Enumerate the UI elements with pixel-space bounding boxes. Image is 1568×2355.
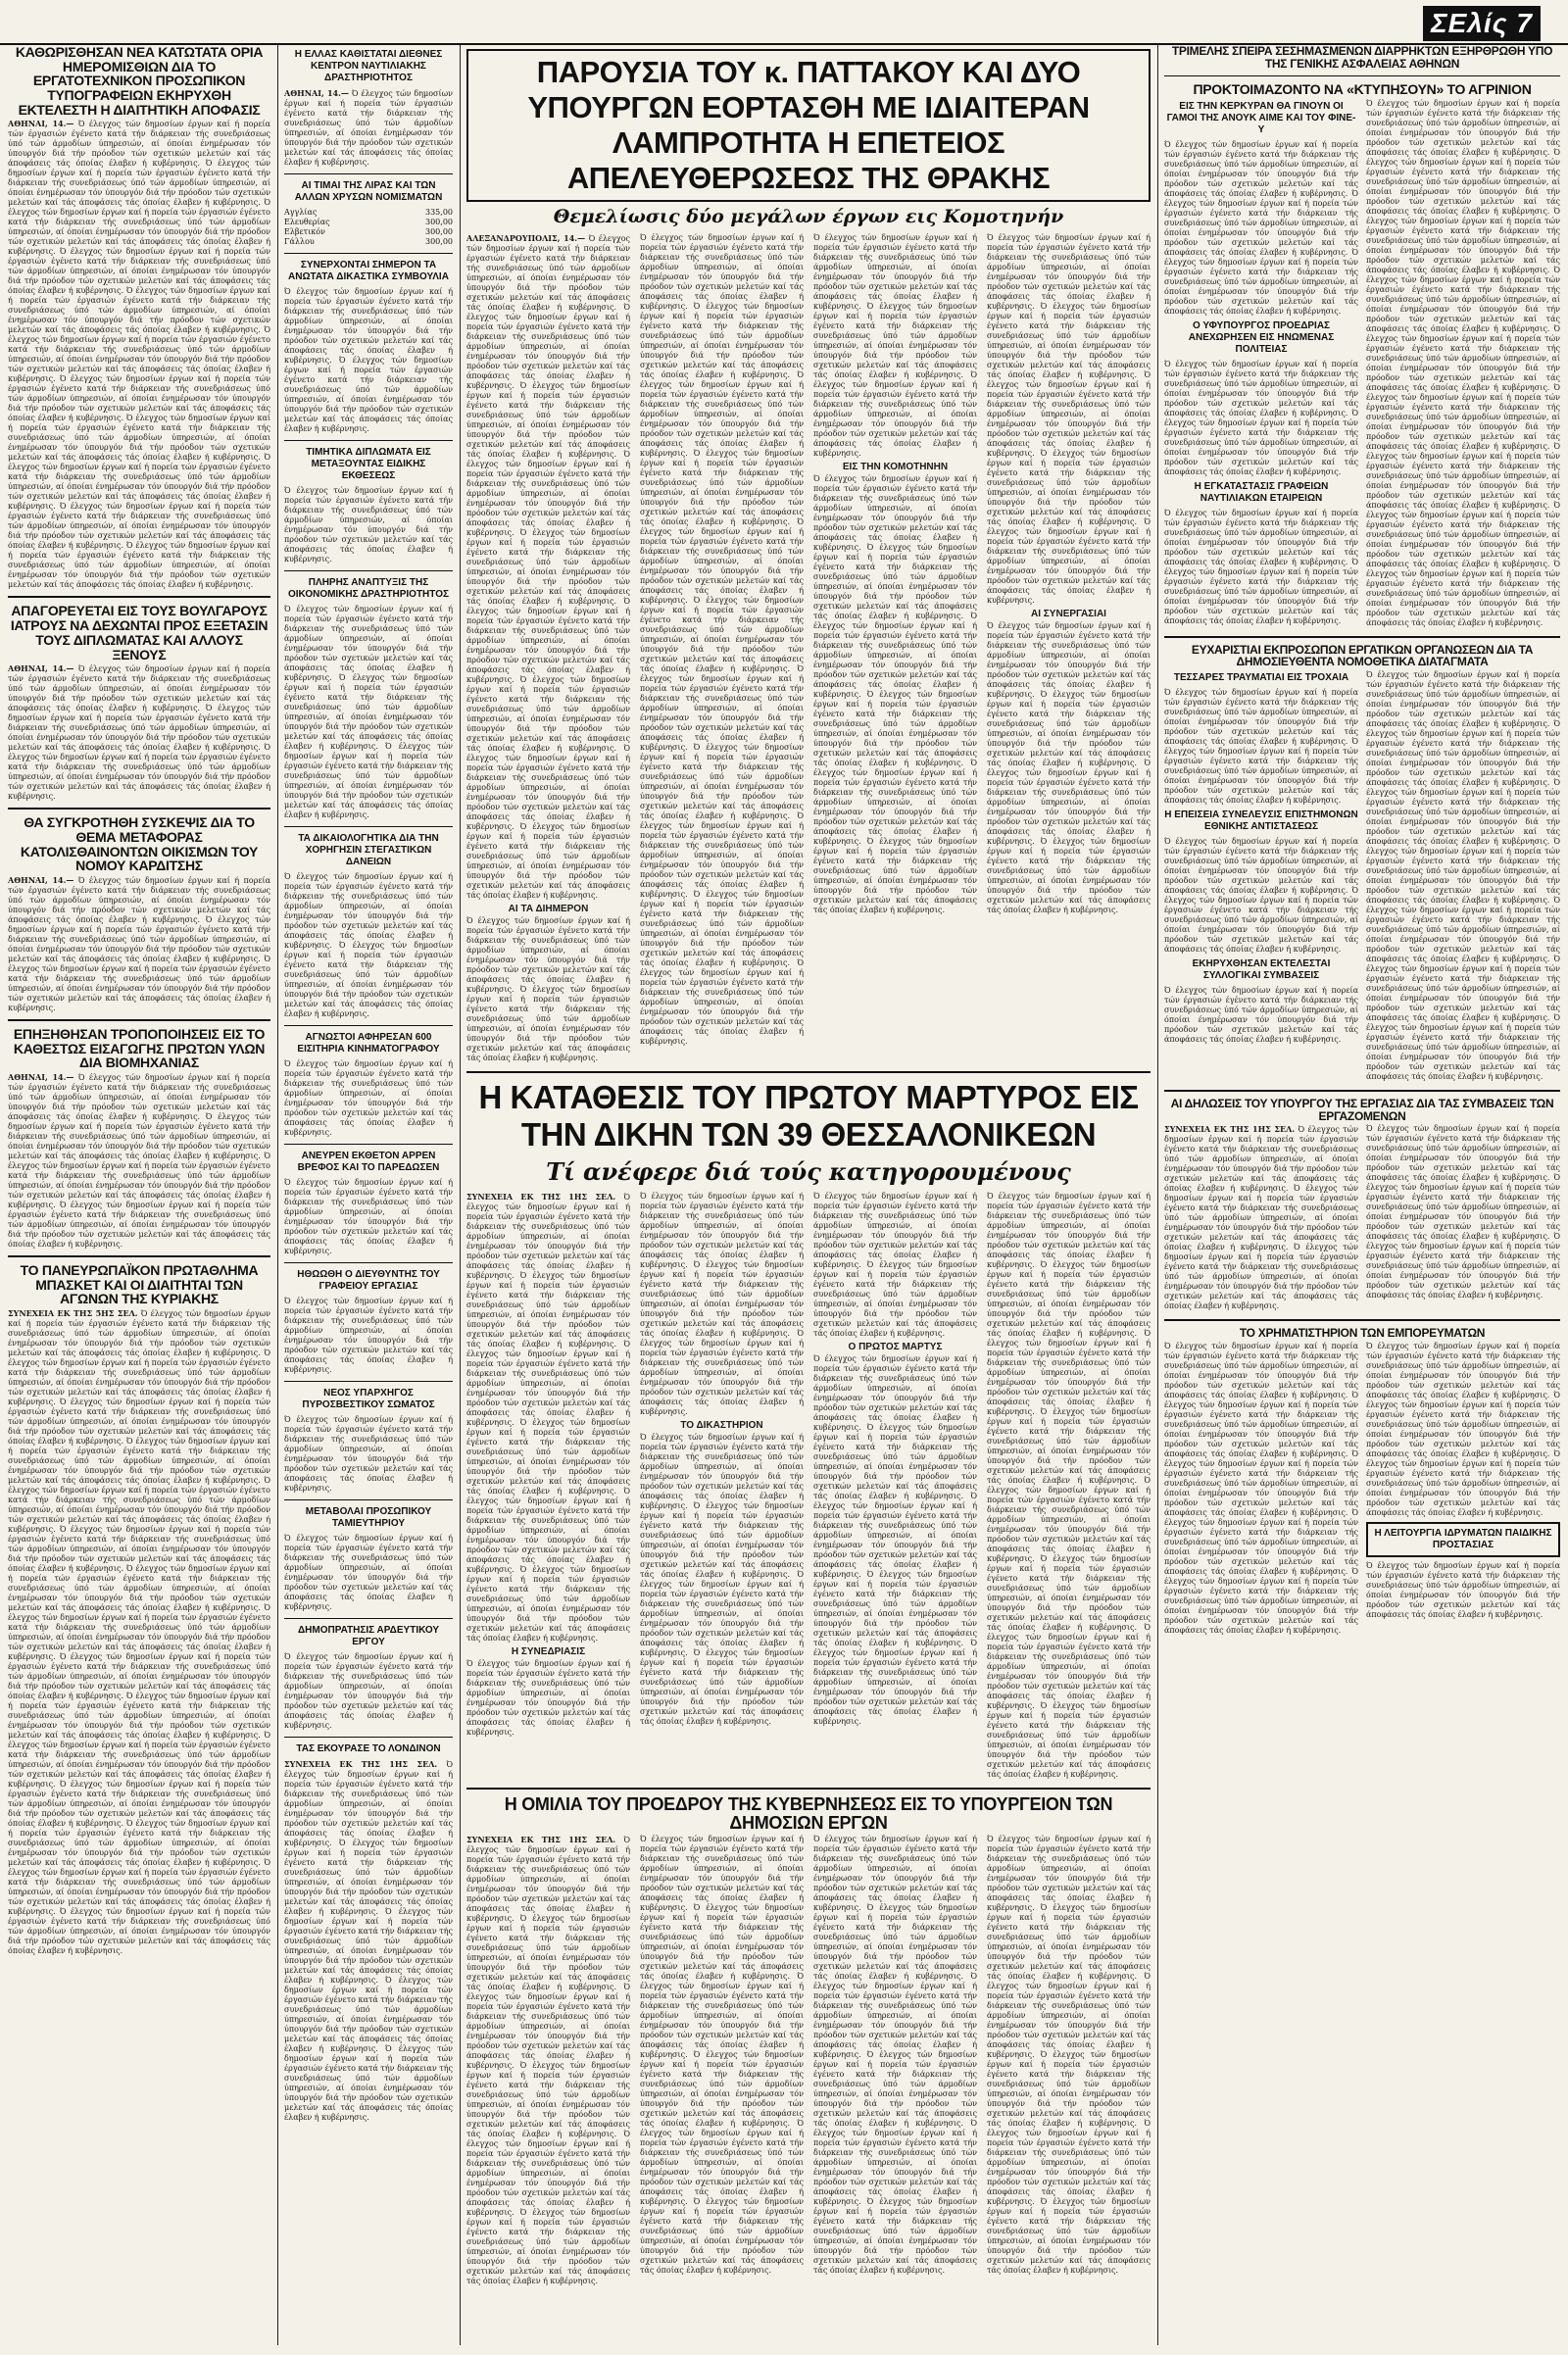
right-subcolumn <box>1366 97 1560 630</box>
section-rule <box>8 1255 270 1257</box>
section-rule <box>1164 1090 1560 1092</box>
article-body: Ό έλεγχος τών δημοσίων έργων καί ή πορεία τών έργασιών έγένετο κατά τήν διάρκειαν τής συνεδριάσεως ύπό τών άρμοδίων ύπηρεσιών, αί όποίαι ένημέρωσαν τόν ύπουργόν διά τήν πρόοδον τών σχετικών μελετών καί τάς άποφάσεις τάς όποίας έλαβεν ή κυβέρνησις. Ό έλεγχος τών δημοσίων έργων καί ή πορεία τών έργασιών έγένετο κατά τήν διάρκειαν τής συνεδριάσεως ύπό τών άρμοδίων ύπηρεσιών, αί όποίαι ένημέρωσαν τόν ύπουργόν διά τήν πρόοδον τών σχετικών μελετών καί τάς άποφάσεις τάς όποίας έλαβεν ή κυβέρνησις. Ό έλεγχος τών δημοσίων έργων καί ή πορεία τών έργασιών έγένετο κατά τήν διάρκειαν τής συνεδριάσεως ύπό τών άρμοδίων ύπηρεσιών, αί όποίαι ένημέρωσαν τόν ύπουργόν διά τήν πρόοδον τών σχετικών μελετών καί τάς άποφάσεις τάς όποίας έλαβεν ή κυβέρνησις. <box>1366 1124 1560 1300</box>
article-body: ΑΘΗΝΑΙ, 14.— Ό έλεγχος τών δημοσίων έργων καί ή πορεία τών έργασιών έγένετο κατά τήν διάρκειαν τής συνεδριάσεως ύπό τών άρμοδίων ύπηρεσιών, αί όποίαι ένημέρωσαν τόν ύπουργόν διά τήν πρόοδον τών σχετικών μελετών καί τάς άποφάσεις τάς όποίας έλαβεν ή κυβέρνησις. Ό έλεγχος τών δημοσίων έργων καί ή πορεία τών έργασιών έγένετο κατά τήν διάρκειαν τής συνεδριάσεως ύπό τών άρμοδίων ύπηρεσιών, αί όποίαι ένημέρωσαν τόν ύπουργόν διά τήν πρόοδον τών σχετικών μελετών καί τάς άποφάσεις τάς όποίας έλαβεν ή κυβέρνησις. Ό έλεγχος τών δημοσίων έργων καί ή πορεία τών έργασιών έγένετο κατά τήν διάρκειαν τής συνεδριάσεως ύπό τών άρμοδίων ύπηρεσιών, αί όποίαι ένημέρωσαν τόν ύπουργόν διά τήν πρόοδον τών σχετικών μελετών καί τάς άποφάσεις τάς όποίας έλαβεν ή κυβέρνησις. <box>8 874 270 1012</box>
article-body: Ό έλεγχος τών δημοσίων έργων καί ή πορεία τών έργασιών έγένετο κατά τήν διάρκειαν τής συνεδριάσεως ύπό τών άρμοδίων ύπηρεσιών, αί όποίαι ένημέρωσαν τόν ύπουργόν διά τήν πρόοδον τών σχετικών μελετών καί τάς άποφάσεις τάς όποίας έλαβεν ή κυβέρνησις. Ό έλεγχος τών δημοσίων έργων καί ή πορεία τών έργασιών έγένετο κατά τήν διάρκειαν τής συνεδριάσεως ύπό τών άρμοδίων ύπηρεσιών, αί όποίαι ένημέρωσαν τόν ύπουργόν διά τήν πρόοδον τών σχετικών μελετών καί τάς άποφάσεις τάς όποίας έλαβεν ή κυβέρνησις. Ό έλεγχος τών δημοσίων έργων καί ή πορεία τών έργασιών έγένετο κατά τήν διάρκειαν τής συνεδριάσεως ύπό τών άρμοδίων ύπηρεσιών, αί όποίαι ένημέρωσαν τόν ύπουργόν διά τήν πρόοδον τών σχετικών μελετών καί τάς άποφάσεις τάς όποίας έλαβεν ή κυβέρνησις. Ό έλεγχος τών δημοσίων έργων καί ή πορεία τών έργασιών έγένετο κατά τήν διάρκειαν τής συνεδριάσεως ύπό τών άρμοδίων ύπηρεσιών, αί όποίαι ένημέρωσαν τόν ύπουργόν διά τήν πρόοδον τών σχετικών μελετών καί τάς άποφάσεις τάς όποίας έλαβεν ή κυβέρνησις. Ό έλεγχος τών δημοσίων έργων καί ή πορεία τών έργασιών έγένετο κατά τήν διάρκειαν τής συνεδριάσεως ύπό τών άρμοδίων ύπηρεσιών, αί όποίαι ένημέρωσαν τόν ύπουργόν διά τήν πρόοδον τών σχετικών μελετών καί τάς άποφάσεις τάς όποίας έλαβεν ή κυβέρνησις. Ό έλεγχος τών δημοσίων έργων καί ή πορεία τών έργασιών έγένετο κατά τήν διάρκειαν τής συνεδριάσεως ύπό τών άρμοδίων ύπηρεσιών, αί όποίαι ένημέρωσαν τόν ύπουργόν διά τήν πρόοδον τών σχετικών μελετών καί τάς άποφάσεις τάς όποίας έλαβεν ή κυβέρνησις. Ό έλεγχος τών δημοσίων έργων καί ή πορεία τών έργασιών έγένετο κατά τήν διάρκειαν τής συνεδριάσεως ύπό τών άρμοδίων ύπηρεσιών, αί όποίαι ένημέρωσαν τόν ύπουργόν διά τήν πρόοδον τών σχετικών μελετών καί τάς άποφάσεις τάς όποίας έλαβεν ή κυβέρνησις. Ό έλεγχος τών δημοσίων έργων καί ή πορεία τών έργασιών έγένετο κατά τήν διάρκειαν τής συνεδριάσεως ύπό τών άρμοδίων ύπηρεσιών, αί όποίαι ένημέρωσαν τόν ύπουργόν διά τήν πρόοδον τών σχετικών μελετών καί τάς άποφάσεις τάς όποίας έλαβεν ή κυβέρνησις. <box>987 1192 1151 1779</box>
article-body: Ό έλεγχος τών δημοσίων έργων καί ή πορεία τών έργασιών έγένετο κατά τήν διάρκειαν τής συνεδριάσεως ύπό τών άρμοδίων ύπηρεσιών, αί όποίαι ένημέρωσαν τόν ύπουργόν διά τήν πρόοδον τών σχετικών μελετών καί τάς άποφάσεις τάς όποίας έλαβεν ή κυβέρνησις. <box>284 1178 453 1255</box>
section-rule <box>284 1262 453 1263</box>
article-body: Ό έλεγχος τών δημοσίων έργων καί ή πορεία τών έργασιών έγένετο κατά τήν διάρκειαν τής συνεδριάσεως ύπό τών άρμοδίων ύπηρεσιών, αί όποίαι ένημέρωσαν τόν ύπουργόν διά τήν πρόοδον τών σχετικών μελετών καί τάς άποφάσεις τάς όποίας έλαβεν ή κυβέρνησις. Ό έλεγχος τών δημοσίων έργων καί ή πορεία τών έργασιών έγένετο κατά τήν διάρκειαν τής συνεδριάσεως ύπό τών άρμοδίων ύπηρεσιών, αί όποίαι ένημέρωσαν τόν ύπουργόν διά τήν πρόοδον τών σχετικών μελετών καί τάς άποφάσεις τάς όποίας έλαβεν ή κυβέρνησις. Ό έλεγχος τών δημοσίων έργων καί ή πορεία τών έργασιών έγένετο κατά τήν διάρκειαν τής συνεδριάσεως ύπό τών άρμοδίων ύπηρεσιών, αί όποίαι ένημέρωσαν τόν ύπουργόν διά τήν πρόοδον τών σχετικών μελετών καί τάς άποφάσεις τάς όποίας έλαβεν ή κυβέρνησις. Ό έλεγχος τών δημοσίων έργων καί ή πορεία τών έργασιών έγένετο κατά τήν διάρκειαν τής συνεδριάσεως ύπό τών άρμοδίων ύπηρεσιών, αί όποίαι ένημέρωσαν τόν ύπουργόν διά τήν πρόοδον τών σχετικών μελετών καί τάς άποφάσεις τάς όποίας έλαβεν ή κυβέρνησις. Ό έλεγχος τών δημοσίων έργων καί ή πορεία τών έργασιών έγένετο κατά τήν διάρκειαν τής συνεδριάσεως ύπό τών άρμοδίων ύπηρεσιών, αί όποίαι ένημέρωσαν τόν ύπουργόν διά τήν πρόοδον τών σχετικών μελετών καί τάς άποφάσεις τάς όποίας έλαβεν ή κυβέρνησις. Ό έλεγχος τών δημοσίων έργων καί ή πορεία τών έργασιών έγένετο κατά τήν διάρκειαν τής συνεδριάσεως ύπό τών άρμοδίων ύπηρεσιών, αί όποίαι ένημέρωσαν τόν ύπουργόν διά τήν πρόοδον τών σχετικών μελετών καί τάς άποφάσεις τάς όποίας έλαβεν ή κυβέρνησις. Ό έλεγχος τών δημοσίων έργων καί ή πορεία τών έργασιών έγένετο κατά τήν διάρκειαν τής συνεδριάσεως ύπό τών άρμοδίων ύπηρεσιών, αί όποίαι ένημέρωσαν τόν ύπουργόν διά τήν πρόοδον τών σχετικών μελετών καί τάς άποφάσεις τάς όποίας έλαβεν ή κυβέρνησις. <box>1366 670 1560 1082</box>
headline-labour-thanks: ΕΥΧΑΡΙΣΤΙΑΙ ΕΚΠΡΟΣΩΠΩΝ ΕΡΓΑΤΙΚΩΝ ΟΡΓΑΝΩΣΕΩΝ ΔΙΑ ΤΑ ΔΗΜΟΣΙΕΥΘΕΝΤΑ ΝΟΜΟΘΕΤΙΚΑ ΔΙΑΤΑΓΜΑΤΑ <box>1191 642 1534 669</box>
headline-commodity-exchange: ΤΟ ΧΡΗΜΑΤΙΣΤΗΡΙΟΝ ΤΩΝ ΕΜΠΟΡΕΥΜΑΤΩΝ <box>1239 1326 1486 1341</box>
right-subcolumn <box>1366 1340 1560 1638</box>
column-second <box>284 45 453 2347</box>
right-bottom <box>1164 1340 1560 1638</box>
section-rule <box>284 826 453 827</box>
article-body: ΣΥΝΕΧΕΙΑ ΕΚ ΤΗΣ 1ΗΣ ΣΕΛ. Ό έλεγχος τών δημοσίων έργων καί ή πορεία τών έργασιών έγένετο κατά τήν διάρκειαν τής συνεδριάσεως ύπό τών άρμοδίων ύπηρεσιών, αί όποίαι ένημέρωσαν τόν ύπουργόν διά τήν πρόοδον τών σχετικών μελετών καί τάς άποφάσεις τάς όποίας έλαβεν ή κυβέρνησις. Ό έλεγχος τών δημοσίων έργων καί ή πορεία τών έργασιών έγένετο κατά τήν διάρκειαν τής συνεδριάσεως ύπό τών άρμοδίων ύπηρεσιών, αί όποίαι ένημέρωσαν τόν ύπουργόν διά τήν πρόοδον τών σχετικών μελετών καί τάς άποφάσεις τάς όποίας έλαβεν ή κυβέρνησις. Ό έλεγχος τών δημοσίων έργων καί ή πορεία τών έργασιών έγένετο κατά τήν διάρκειαν τής συνεδριάσεως ύπό τών άρμοδίων ύπηρεσιών, αί όποίαι ένημέρωσαν τόν ύπουργόν διά τήν πρόοδον τών σχετικών μελετών καί τάς άποφάσεις τάς όποίας έλαβεν ή κυβέρνησις. Ό έλεγχος τών δημοσίων έργων καί ή πορεία τών έργασιών έγένετο κατά τήν διάρκειαν τής συνεδριάσεως ύπό τών άρμοδίων ύπηρεσιών, αί όποίαι ένημέρωσαν τόν ύπουργόν διά τήν πρόοδον τών σχετικών μελετών καί τάς άποφάσεις τάς όποίας έλαβεν ή κυβέρνησις. Ό έλεγχος τών δημοσίων έργων καί ή πορεία τών έργασιών έγένετο κατά τήν διάρκειαν τής συνεδριάσεως ύπό τών άρμοδίων ύπηρεσιών, αί όποίαι ένημέρωσαν τόν ύπουργόν διά τήν πρόοδον τών σχετικών μελετών καί τάς άποφάσεις τάς όποίας έλαβεν ή κυβέρνησις. <box>284 1759 453 2122</box>
headline-burglars: ΤΡΙΜΕΛΗΣ ΣΠΕΙΡΑ ΣΕΣΗΜΑΣΜΕΝΩΝ ΔΙΑΡΡΗΚΤΩΝ ΕΞΗΡΘΡΩΘΗ ΥΠΟ ΤΗΣ ΓΕΝΙΚΗΣ ΑΣΦΑΛΕΙΑΣ ΑΘΗΝΩΝ <box>1171 45 1553 71</box>
article-body: Ό έλεγχος τών δημοσίων έργων καί ή πορεία τών έργασιών έγένετο κατά τήν διάρκειαν τής συνεδριάσεως ύπό τών άρμοδίων ύπηρεσιών, αί όποίαι ένημέρωσαν τόν ύπουργόν διά τήν πρόοδον τών σχετικών μελετών καί τάς άποφάσεις τάς όποίας έλαβεν ή κυβέρνησις. Ό έλεγχος τών δημοσίων έργων καί ή πορεία τών έργασιών έγένετο κατά τήν διάρκειαν τής συνεδριάσεως ύπό τών άρμοδίων ύπηρεσιών, αί όποίαι ένημέρωσαν τόν ύπουργόν διά τήν πρόοδον τών σχετικών μελετών καί τάς άποφάσεις τάς όποίας έλαβεν ή κυβέρνησις. Ό έλεγχος τών δημοσίων έργων καί ή πορεία τών έργασιών έγένετο κατά τήν διάρκειαν τής συνεδριάσεως ύπό τών άρμοδίων ύπηρεσιών, αί όποίαι ένημέρωσαν τόν ύπουργόν διά τήν πρόοδον τών σχετικών μελετών καί τάς άποφάσεις τάς όποίας έλαβεν ή κυβέρνησις. Ό έλεγχος τών δημοσίων έργων καί ή πορεία τών έργασιών έγένετο κατά τήν διάρκειαν τής συνεδριάσεως ύπό τών άρμοδίων ύπηρεσιών, αί όποίαι ένημέρωσαν τόν ύπουργόν διά τήν πρόοδον τών σχετικών μελετών καί τάς άποφάσεις τάς όποίας έλαβεν ή κυβέρνησις. Ό έλεγχος τών δημοσίων έργων καί ή πορεία τών έργασιών έγένετο κατά τήν διάρκειαν τής συνεδριάσεως ύπό τών άρμοδίων ύπηρεσιών, αί όποίαι ένημέρωσαν τόν ύπουργόν διά τήν πρόοδον τών σχετικών μελετών καί τάς άποφάσεις τάς όποίας έλαβεν ή κυβέρνησις. Ό έλεγχος τών δημοσίων έργων καί ή πορεία τών έργασιών έγένετο κατά τήν διάρκειαν τής συνεδριάσεως ύπό τών άρμοδίων ύπηρεσιών, αί όποίαι ένημέρωσαν τόν ύπουργόν διά τήν πρόοδον τών σχετικών μελετών καί τάς άποφάσεις τάς όποίας έλαβεν ή κυβέρνησις. <box>987 1834 1151 2275</box>
headline-fire-brigade: ΝΕΟΣ ΥΠΑΡΧΗΓΟΣ ΠΥΡΟΣΒΕΣΤΙΚΟΥ ΣΩΜΑΤΟΣ <box>302 1388 435 1410</box>
article-body: Ό έλεγχος τών δημοσίων έργων καί ή πορεία τών έργασιών έγένετο κατά τήν διάρκειαν τής συνεδριάσεως ύπό τών άρμοδίων ύπηρεσιών, αί όποίαι ένημέρωσαν τόν ύπουργόν διά τήν πρόοδον τών σχετικών μελετών καί τάς άποφάσεις τάς όποίας έλαβεν ή κυβέρνησις. Ό έλεγχος τών δημοσίων έργων καί ή πορεία τών έργασιών έγένετο κατά τήν διάρκειαν τής συνεδριάσεως ύπό τών άρμοδίων ύπηρεσιών, αί όποίαι ένημέρωσαν τόν ύπουργόν διά τήν πρόοδον τών σχετικών μελετών καί τάς άποφάσεις τάς όποίας έλαβεν ή κυβέρνησις. <box>284 872 453 1018</box>
headline-labour-director: ΗΘΩΩΘΗ Ο ΔΙΕΥΘΥΝΤΗΣ ΤΟΥ ΓΡΑΦΕΙΟΥ ΕΡΓΑΣΙΑΣ <box>297 1269 440 1292</box>
headline-bulgarian-doctors: ΑΠΑΓΟΡΕΥΕΤΑΙ ΕΙΣ ΤΟΥΣ ΒΟΥΛΓΑΡΟΥΣ ΙΑΤΡΟΥΣ ΝΑ ΔΕΧΩΝΤΑΙ ΠΡΟΣ ΕΞΕΤΑΣΙΝ ΤΟΥΣ ΔΙΠΛΩΜΑΤΑΣ ΚΑΙ ΑΛΛΟΥΣ ΞΕΝΟΥΣ <box>10 603 269 662</box>
headline-irrigation: ΔΗΜΟΠΡΑΤΗΣΙΣ ΑΡΔΕΥΤΙΚΟΥ ΕΡΓΟΥ <box>297 1625 440 1647</box>
article-body: Ό έλεγχος τών δημοσίων έργων καί ή πορεία τών έργασιών έγένετο κατά τήν διάρκειαν τής συνεδριάσεως ύπό τών άρμοδίων ύπηρεσιών, αί όποίαι ένημέρωσαν τόν ύπουργόν διά τήν πρόοδον τών σχετικών μελετών καί τάς άποφάσεις τάς όποίας έλαβεν ή κυβέρνησις. Ό έλεγχος τών δημοσίων έργων καί ή πορεία τών έργασιών έγένετο κατά τήν διάρκειαν τής συνεδριάσεως ύπό τών άρμοδίων ύπηρεσιών, αί όποίαι ένημέρωσαν τόν ύπουργόν διά τήν πρόοδον τών σχετικών μελετών καί τάς άποφάσεις τάς όποίας έλαβεν ή κυβέρνησις. <box>1164 359 1359 476</box>
headline-scientists: Η ΕΠΕΙΣΕΙΑ ΣΥΝΕΛΕΥΣΙΣ ΕΠΙΣΤΗΜΟΝΩΝ ΕΘΝΙΚΗΣ ΑΝΤΙΣΤΑΣΕΩΣ <box>1164 810 1358 833</box>
article-body: ΣΥΝΕΧΕΙΑ ΕΚ ΤΗΣ 1ΗΣ ΣΕΛ. Ό έλεγχος τών δημοσίων έργων καί ή πορεία τών έργασιών έγένετο κατά τήν διάρκειαν τής συνεδριάσεως ύπό τών άρμοδίων ύπηρεσιών, αί όποίαι ένημέρωσαν τόν ύπουργόν διά τήν πρόοδον τών σχετικών μελετών καί τάς άποφάσεις τάς όποίας έλαβεν ή κυβέρνησις. Ό έλεγχος τών δημοσίων έργων καί ή πορεία τών έργασιών έγένετο κατά τήν διάρκειαν τής συνεδριάσεως ύπό τών άρμοδίων ύπηρεσιών, αί όποίαι ένημέρωσαν τόν ύπουργόν διά τήν πρόοδον τών σχετικών μελετών καί τάς άποφάσεις τάς όποίας έλαβεν ή κυβέρνησις. Ό έλεγχος τών δημοσίων έργων καί ή πορεία τών έργασιών έγένετο κατά τήν διάρκειαν τής συνεδριάσεως ύπό τών άρμοδίων ύπηρεσιών, αί όποίαι ένημέρωσαν τόν ύπουργόν διά τήν πρόοδον τών σχετικών μελετών καί τάς άποφάσεις τάς όποίας έλαβεν ή κυβέρνησις. Ό έλεγχος τών δημοσίων έργων καί ή πορεία τών έργασιών έγένετο κατά τήν διάρκειαν τής συνεδριάσεως ύπό τών άρμοδίων ύπηρεσιών, αί όποίαι ένημέρωσαν τόν ύπουργόν διά τήν πρόοδον τών σχετικών μελετών καί τάς άποφάσεις τάς όποίας έλαβεν ή κυβέρνησις. Ό έλεγχος τών δημοσίων έργων καί ή πορεία τών έργασιών έγένετο κατά τήν διάρκειαν τής συνεδριάσεως ύπό τών άρμοδίων ύπηρεσιών, αί όποίαι ένημέρωσαν τόν ύπουργόν διά τήν πρόοδον τών σχετικών μελετών καί τάς άποφάσεις τάς όποίας έλαβεν ή κυβέρνησις. Ό έλεγχος τών δημοσίων έργων καί ή πορεία τών έργασιών έγένετο κατά τήν διάρκειαν τής συνεδριάσεως ύπό τών άρμοδίων ύπηρεσιών, αί όποίαι ένημέρωσαν τόν ύπουργόν διά τήν πρόοδον τών σχετικών μελετών καί τάς άποφάσεις τάς όποίας έλαβεν ή κυβέρνησις. <box>466 1834 631 2285</box>
section-rule <box>284 440 453 441</box>
article-body: ΑΘΗΝΑΙ, 14.— Ό έλεγχος τών δημοσίων έργων καί ή πορεία τών έργασιών έγένετο κατά τήν διάρκειαν τής συνεδριάσεως ύπό τών άρμοδίων ύπηρεσιών, αί όποίαι ένημέρωσαν τόν ύπουργόν διά τήν πρόοδον τών σχετικών μελετών καί τάς άποφάσεις τάς όποίας έλαβεν ή κυβέρνησις. <box>284 88 453 167</box>
section-rule <box>1164 636 1560 638</box>
section-rule <box>1164 75 1560 76</box>
article-body: ΣΥΝΕΧΕΙΑ ΕΚ ΤΗΣ 5ΗΣ ΣΕΛ. Ό έλεγχος τών δημοσίων έργων καί ή πορεία τών έργασιών έγένετο κατά τήν διάρκειαν τής συνεδριάσεως ύπό τών άρμοδίων ύπηρεσιών, αί όποίαι ένημέρωσαν τόν ύπουργόν διά τήν πρόοδον τών σχετικών μελετών καί τάς άποφάσεις τάς όποίας έλαβεν ή κυβέρνησις. Ό έλεγχος τών δημοσίων έργων καί ή πορεία τών έργασιών έγένετο κατά τήν διάρκειαν τής συνεδριάσεως ύπό τών άρμοδίων ύπηρεσιών, αί όποίαι ένημέρωσαν τόν ύπουργόν διά τήν πρόοδον τών σχετικών μελετών καί τάς άποφάσεις τάς όποίας έλαβεν ή κυβέρνησις. Ό έλεγχος τών δημοσίων έργων καί ή πορεία τών έργασιών έγένετο κατά τήν διάρκειαν τής συνεδριάσεως ύπό τών άρμοδίων ύπηρεσιών, αί όποίαι ένημέρωσαν τόν ύπουργόν διά τήν πρόοδον τών σχετικών μελετών καί τάς άποφάσεις τάς όποίας έλαβεν ή κυβέρνησις. Ό έλεγχος τών δημοσίων έργων καί ή πορεία τών έργασιών έγένετο κατά τήν διάρκειαν τής συνεδριάσεως ύπό τών άρμοδίων ύπηρεσιών, αί όποίαι ένημέρωσαν τόν ύπουργόν διά τήν πρόοδον τών σχετικών μελετών καί τάς άποφάσεις τάς όποίας έλαβεν ή κυβέρνησις. Ό έλεγχος τών δημοσίων έργων καί ή πορεία τών έργασιών έγένετο κατά τήν διάρκειαν τής συνεδριάσεως ύπό τών άρμοδίων ύπηρεσιών, αί όποίαι ένημέρωσαν τόν ύπουργόν διά τήν πρόοδον τών σχετικών μελετών καί τάς άποφάσεις τάς όποίας έλαβεν ή κυβέρνησις. Ό έλεγχος τών δημοσίων έργων καί ή πορεία τών έργασιών έγένετο κατά τήν διάρκειαν τής συνεδριάσεως ύπό τών άρμοδίων ύπηρεσιών, αί όποίαι ένημέρωσαν τόν ύπουργόν διά τήν πρόοδον τών σχετικών μελετών καί τάς άποφάσεις τάς όποίας έλαβεν ή κυβέρνησις. Ό έλεγχος τών δημοσίων έργων καί ή πορεία τών έργασιών έγένετο κατά τήν διάρκειαν τής συνεδριάσεως ύπό τών άρμοδίων ύπηρεσιών, αί όποίαι ένημέρωσαν τόν ύπουργόν διά τήν πρόοδον τών σχετικών μελετών καί τάς άποφάσεις τάς όποίας έλαβεν ή κυβέρνησις. Ό έλεγχος τών δημοσίων έργων καί ή πορεία τών έργασιών έγένετο κατά τήν διάρκειαν τής συνεδριάσεως ύπό τών άρμοδίων ύπηρεσιών, αί όποίαι ένημέρωσαν τόν ύπουργόν διά τήν πρόοδον τών σχετικών μελετών καί τάς άποφάσεις τάς όποίας έλαβεν ή κυβέρνησις. Ό έλεγχος τών δημοσίων έργων καί ή πορεία τών έργασιών έγένετο κατά τήν διάρκειαν τής συνεδριάσεως ύπό τών άρμοδίων ύπηρεσιών, αί όποίαι ένημέρωσαν τόν ύπουργόν διά τήν πρόοδον τών σχετικών μελετών καί τάς άποφάσεις τάς όποίας έλαβεν ή κυβέρνησις. Ό έλεγχος τών δημοσίων έργων καί ή πορεία τών έργασιών έγένετο κατά τήν διάρκειαν τής συνεδριάσεως ύπό τών άρμοδίων ύπηρεσιών, αί όποίαι ένημέρωσαν τόν ύπουργόν διά τήν πρόοδον τών σχετικών μελετών καί τάς άποφάσεις τάς όποίας έλαβεν ή κυβέρνησις. Ό έλεγχος τών δημοσίων έργων καί ή πορεία τών έργασιών έγένετο κατά τήν διάρκειαν τής συνεδριάσεως ύπό τών άρμοδίων ύπηρεσιών, αί όποίαι ένημέρωσαν τόν ύπουργόν διά τήν πρόοδον τών σχετικών μελετών καί τάς άποφάσεις τάς όποίας έλαβεν ή κυβέρνησις. Ό έλεγχος τών δημοσίων έργων καί ή πορεία τών έργασιών έγένετο κατά τήν διάρκειαν τής συνεδριάσεως ύπό τών άρμοδίων ύπηρεσιών, αί όποίαι ένημέρωσαν τόν ύπουργόν διά τήν πρόοδον τών σχετικών μελετών καί τάς άποφάσεις τάς όποίας έλαβεν ή κυβέρνησις. Ό έλεγχος τών δημοσίων έργων καί ή πορεία τών έργασιών έγένετο κατά τήν διάρκειαν τής συνεδριάσεως ύπό τών άρμοδίων ύπηρεσιών, αί όποίαι ένημέρωσαν τόν ύπουργόν διά τήν πρόοδον τών σχετικών μελετών καί τάς άποφάσεις τάς όποίας έλαβεν ή κυβέρνησις. Ό έλεγχος τών δημοσίων έργων καί ή πορεία τών έργασιών έγένετο κατά τήν διάρκειαν τής συνεδριάσεως ύπό τών άρμοδίων ύπηρεσιών, αί όποίαι ένημέρωσαν τόν ύπουργόν διά τήν πρόοδον τών σχετικών μελετών καί τάς άποφάσεις τάς όποίας έλαβεν ή κυβέρνησις. Ό έλεγχος τών δημοσίων έργων καί ή πορεία τών έργασιών έγένετο κατά τήν διάρκειαν τής συνεδριάσεως ύπό τών άρμοδίων ύπηρεσιών, αί όποίαι ένημέρωσαν τόν ύπουργόν διά τήν πρόοδον τών σχετικών μελετών καί τάς άποφάσεις τάς όποίας έλαβεν ή κυβέρνησις. <box>8 1308 270 1956</box>
headline-london: ΤΑΣ ΕΚΟΥΡΑΣΕ ΤΟ ΛΟΝΔΙΝΟΝ <box>296 1743 441 1754</box>
article-body: ΑΘΗΝΑΙ, 14.— Ό έλεγχος τών δημοσίων έργων καί ή πορεία τών έργασιών έγένετο κατά τήν διάρκειαν τής συνεδριάσεως ύπό τών άρμοδίων ύπηρεσιών, αί όποίαι ένημέρωσαν τόν ύπουργόν διά τήν πρόοδον τών σχετικών μελετών καί τάς άποφάσεις τάς όποίας έλαβεν ή κυβέρνησις. Ό έλεγχος τών δημοσίων έργων καί ή πορεία τών έργασιών έγένετο κατά τήν διάρκειαν τής συνεδριάσεως ύπό τών άρμοδίων ύπηρεσιών, αί όποίαι ένημέρωσαν τόν ύπουργόν διά τήν πρόοδον τών σχετικών μελετών καί τάς άποφάσεις τάς όποίας έλαβεν ή κυβέρνησις. Ό έλεγχος τών δημοσίων έργων καί ή πορεία τών έργασιών έγένετο κατά τήν διάρκειαν τής συνεδριάσεως ύπό τών άρμοδίων ύπηρεσιών, αί όποίαι ένημέρωσαν τόν ύπουργόν διά τήν πρόοδον τών σχετικών μελετών καί τάς άποφάσεις τάς όποίας έλαβεν ή κυβέρνησις. Ό έλεγχος τών δημοσίων έργων καί ή πορεία τών έργασιών έγένετο κατά τήν διάρκειαν τής συνεδριάσεως ύπό τών άρμοδίων ύπηρεσιών, αί όποίαι ένημέρωσαν τόν ύπουργόν διά τήν πρόοδον τών σχετικών μελετών καί τάς άποφάσεις τάς όποίας έλαβεν ή κυβέρνησις. Ό έλεγχος τών δημοσίων έργων καί ή πορεία τών έργασιών έγένετο κατά τήν διάρκειαν τής συνεδριάσεως ύπό τών άρμοδίων ύπηρεσιών, αί όποίαι ένημέρωσαν τόν ύπουργόν διά τήν πρόοδον τών σχετικών μελετών καί τάς άποφάσεις τάς όποίας έλαβεν ή κυβέρνησις. Ό έλεγχος τών δημοσίων έργων καί ή πορεία τών έργασιών έγένετο κατά τήν διάρκειαν τής συνεδριάσεως ύπό τών άρμοδίων ύπηρεσιών, αί όποίαι ένημέρωσαν τόν ύπουργόν διά τήν πρόοδον τών σχετικών μελετών καί τάς άποφάσεις τάς όποίας έλαβεν ή κυβέρνησις. Ό έλεγχος τών δημοσίων έργων καί ή πορεία τών έργασιών έγένετο κατά τήν διάρκειαν τής συνεδριάσεως ύπό τών άρμοδίων ύπηρεσιών, αί όποίαι ένημέρωσαν τόν ύπουργόν διά τήν πρόοδον τών σχετικών μελετών καί τάς άποφάσεις τάς όποίας έλαβεν ή κυβέρνησις. Ό έλεγχος τών δημοσίων έργων καί ή πορεία τών έργασιών έγένετο κατά τήν διάρκειαν τής συνεδριάσεως ύπό τών άρμοδίων ύπηρεσιών, αί όποίαι ένημέρωσαν τόν ύπουργόν διά τήν πρόοδον τών σχετικών μελετών καί τάς άποφάσεις τάς όποίας έλαβεν ή κυβέρνησις. Ό έλεγχος τών δημοσίων έργων καί ή πορεία τών έργασιών έγένετο κατά τήν διάρκειαν τής συνεδριάσεως ύπό τών άρμοδίων ύπηρεσιών, αί όποίαι ένημέρωσαν τόν ύπουργόν διά τήν πρόοδον τών σχετικών μελετών καί τάς άποφάσεις τάς όποίας έλαβεν ή κυβέρνησις. Ό έλεγχος τών δημοσίων έργων καί ή πορεία τών έργασιών έγένετο κατά τήν διάρκειαν τής συνεδριάσεως ύπό τών άρμοδίων ύπηρεσιών, αί όποίαι ένημέρωσαν τόν ύπουργόν διά τήν πρόοδον τών σχετικών μελετών καί τάς άποφάσεις τάς όποίας έλαβεν ή κυβέρνησις. Ό έλεγχος τών δημοσίων έργων καί ή πορεία τών έργασιών έγένετο κατά τήν διάρκειαν τής συνεδριάσεως ύπό τών άρμοδίων ύπηρεσιών, αί όποίαι ένημέρωσαν τόν ύπουργόν διά τήν πρόοδον τών σχετικών μελετών καί τάς άποφάσεις τάς όποίας έλαβεν ή κυβέρνησις. <box>8 119 270 590</box>
column-rule <box>1157 45 1158 2345</box>
article-body: Ό έλεγχος τών δημοσίων έργων καί ή πορεία τών έργασιών έγένετο κατά τήν διάρκειαν τής συνεδριάσεως ύπό τών άρμοδίων ύπηρεσιών, αί όποίαι ένημέρωσαν τόν ύπουργόν διά τήν πρόοδον τών σχετικών μελετών καί τάς άποφάσεις τάς όποίας έλαβεν ή κυβέρνησις. Ό έλεγχος τών δημοσίων έργων καί ή πορεία τών έργασιών έγένετο κατά τήν διάρκειαν τής συνεδριάσεως ύπό τών άρμοδίων ύπηρεσιών, αί όποίαι ένημέρωσαν τόν ύπουργόν διά τήν πρόοδον τών σχετικών μελετών καί τάς άποφάσεις τάς όποίας έλαβεν ή κυβέρνησις. Ό έλεγχος τών δημοσίων έργων καί ή πορεία τών έργασιών έγένετο κατά τήν διάρκειαν τής συνεδριάσεως ύπό τών άρμοδίων ύπηρεσιών, αί όποίαι ένημέρωσαν τόν ύπουργόν διά τήν πρόοδον τών σχετικών μελετών καί τάς άποφάσεις τάς όποίας έλαβεν ή κυβέρνησις. ΤΟ ΔΙΚΑΣΤΗΡΙΟΝ Ό έλεγχος τών δημοσίων έργων καί ή πορεία τών έργασιών έγένετο κατά τήν διάρκειαν τής συνεδριάσεως ύπό τών άρμοδίων ύπηρεσιών, αί όποίαι ένημέρωσαν τόν ύπουργόν διά τήν πρόοδον τών σχετικών μελετών καί τάς άποφάσεις τάς όποίας έλαβεν ή κυβέρνησις. Ό έλεγχος τών δημοσίων έργων καί ή πορεία τών έργασιών έγένετο κατά τήν διάρκειαν τής συνεδριάσεως ύπό τών άρμοδίων ύπηρεσιών, αί όποίαι ένημέρωσαν τόν ύπουργόν διά τήν πρόοδον τών σχετικών μελετών καί τάς άποφάσεις τάς όποίας έλαβεν ή κυβέρνησις. Ό έλεγχος τών δημοσίων έργων καί ή πορεία τών έργασιών έγένετο κατά τήν διάρκειαν τής συνεδριάσεως ύπό τών άρμοδίων ύπηρεσιών, αί όποίαι ένημέρωσαν τόν ύπουργόν διά τήν πρόοδον τών σχετικών μελετών καί τάς άποφάσεις τάς όποίας έλαβεν ή κυβέρνησις. Ό έλεγχος τών δημοσίων έργων καί ή πορεία τών έργασιών έγένετο κατά τήν διάρκειαν τής συνεδριάσεως ύπό τών άρμοδίων ύπηρεσιών, αί όποίαι ένημέρωσαν τόν ύπουργόν διά τήν πρόοδον τών σχετικών μελετών καί τάς άποφάσεις τάς όποίας έλαβεν ή κυβέρνησις. <box>640 1192 805 1726</box>
headline-typographers: ΚΑΘΩΡΙΣΘΗΣΑΝ ΝΕΑ ΚΑΤΩΤΑΤΑ ΟΡΙΑ ΗΜΕΡΟΜΙΣΘΙΩΝ ΔΙΑ ΤΟ ΕΡΓΑΤΟΤΕΧΝΙΚΟΝ ΠΡΟΣΩΠΙΚΟΝ ΤΥΠΟΓΡΑΦΕΙΩΝ ΕΚΗΡΥΧΘΗ ΕΚΤΕΛΕΣΤΗ Η ΔΙΑΙΤΗΤΙΚΗ ΑΠΟΦΑΣΙΣ <box>15 45 264 118</box>
section-rule <box>284 1618 453 1619</box>
section-rule <box>8 1019 270 1021</box>
rate-row: Ελβετικόν 300,00 <box>284 227 453 236</box>
article-body: Ό έλεγχος τών δημοσίων έργων καί ή πορεία τών έργασιών έγένετο κατά τήν διάρκειαν τής συνεδριάσεως ύπό τών άρμοδίων ύπηρεσιών, αί όποίαι ένημέρωσαν τόν ύπουργόν διά τήν πρόοδον τών σχετικών μελετών καί τάς άποφάσεις τάς όποίας έλαβεν ή κυβέρνησις. Ό έλεγχος τών δημοσίων έργων καί ή πορεία τών έργασιών έγένετο κατά τήν διάρκειαν τής συνεδριάσεως ύπό τών άρμοδίων ύπηρεσιών, αί όποίαι ένημέρωσαν τόν ύπουργόν διά τήν πρόοδον τών σχετικών μελετών καί τάς άποφάσεις τάς όποίας έλαβεν ή κυβέρνησις. Ό έλεγχος τών δημοσίων έργων καί ή πορεία τών έργασιών έγένετο κατά τήν διάρκειαν τής συνεδριάσεως ύπό τών άρμοδίων ύπηρεσιών, αί όποίαι ένημέρωσαν τόν ύπουργόν διά τήν πρόοδον τών σχετικών μελετών καί τάς άποφάσεις τάς όποίας έλαβεν ή κυβέρνησις. Ό έλεγχος τών δημοσίων έργων καί ή πορεία τών έργασιών έγένετο κατά τήν διάρκειαν τής συνεδριάσεως ύπό τών άρμοδίων ύπηρεσιών, αί όποίαι ένημέρωσαν τόν ύπουργόν διά τήν πρόοδον τών σχετικών μελετών καί τάς άποφάσεις τάς όποίας έλαβεν ή κυβέρνησις. Ό έλεγχος τών δημοσίων έργων καί ή πορεία τών έργασιών έγένετο κατά τήν διάρκειαν τής συνεδριάσεως ύπό τών άρμοδίων ύπηρεσιών, αί όποίαι ένημέρωσαν τόν ύπουργόν διά τήν πρόοδον τών σχετικών μελετών καί τάς άποφάσεις τάς όποίας έλαβεν ή κυβέρνησις. Ό έλεγχος τών δημοσίων έργων καί ή πορεία τών έργασιών έγένετο κατά τήν διάρκειαν τής συνεδριάσεως ύπό τών άρμοδίων ύπηρεσιών, αί όποίαι ένημέρωσαν τόν ύπουργόν διά τήν πρόοδον τών σχετικών μελετών καί τάς άποφάσεις τάς όποίας έλαβεν ή κυβέρνησις. Ό έλεγχος τών δημοσίων έργων καί ή πορεία τών έργασιών έγένετο κατά τήν διάρκειαν τής συνεδριάσεως ύπό τών άρμοδίων ύπηρεσιών, αί όποίαι ένημέρωσαν τόν ύπουργόν διά τήν πρόοδον τών σχετικών μελετών καί τάς άποφάσεις τάς όποίας έλαβεν ή κυβέρνησις. Ό έλεγχος τών δημοσίων έργων καί ή πορεία τών έργασιών έγένετο κατά τήν διάρκειαν τής συνεδριάσεως ύπό τών άρμοδίων ύπηρεσιών, αί όποίαι ένημέρωσαν τόν ύπουργόν διά τήν πρόοδον τών σχετικών μελετών καί τάς άποφάσεις τάς όποίας έλαβεν ή κυβέρνησις. Ό έλεγχος τών δημοσίων έργων καί ή πορεία τών έργασιών έγένετο κατά τήν διάρκειαν τής συνεδριάσεως ύπό τών άρμοδίων ύπηρεσιών, αί όποίαι ένημέρωσαν τόν ύπουργόν διά τήν πρόοδον τών σχετικών μελετών καί τάς άποφάσεις τάς όποίας έλαβεν ή κυβέρνησις. <box>1366 98 1560 627</box>
headline-savings-bank: ΜΕΤΑΒΟΛΑΙ ΠΡΟΣΩΠΙΚΟΥ ΤΑΜΙΕΥΤΗΡΙΟΥ <box>305 1506 432 1529</box>
column-rule <box>277 45 278 2345</box>
headline-labour-minister: ΑΙ ΔΗΛΩΣΕΙΣ ΤΟΥ ΥΠΟΥΡΓΟΥ ΤΗΣ ΕΡΓΑΣΙΑΣ ΔΙΑ ΤΑΣ ΣΥΜΒΑΣΕΙΣ ΤΩΝ ΕΡΓΑΖΟΜΕΝΩΝ <box>1170 1097 1554 1123</box>
article-body: Ό έλεγχος τών δημοσίων έργων καί ή πορεία τών έργασιών έγένετο κατά τήν διάρκειαν τής συνεδριάσεως ύπό τών άρμοδίων ύπηρεσιών, αί όποίαι ένημέρωσαν τόν ύπουργόν διά τήν πρόοδον τών σχετικών μελετών καί τάς άποφάσεις τάς όποίας έλαβεν ή κυβέρνησις. Ό έλεγχος τών δημοσίων έργων καί ή πορεία τών έργασιών έγένετο κατά τήν διάρκειαν τής συνεδριάσεως ύπό τών άρμοδίων ύπηρεσιών, αί όποίαι ένημέρωσαν τόν ύπουργόν διά τήν πρόοδον τών σχετικών μελετών καί τάς άποφάσεις τάς όποίας έλαβεν ή κυβέρνησις. <box>1164 508 1359 625</box>
article-body: Ό έλεγχος τών δημοσίων έργων καί ή πορεία τών έργασιών έγένετο κατά τήν διάρκειαν τής συνεδριάσεως ύπό τών άρμοδίων ύπηρεσιών, αί όποίαι ένημέρωσαν τόν ύπουργόν διά τήν πρόοδον τών σχετικών μελετών καί τάς άποφάσεις τάς όποίας έλαβεν ή κυβέρνησις. <box>284 1297 453 1374</box>
headline-gold-prices: ΑΙ ΤΙΜΑΙ ΤΗΣ ΛΙΡΑΣ ΚΑΙ ΤΩΝ ΑΛΛΩΝ ΧΡΥΣΩΝ ΝΟΜΙΣΜΑΤΩΝ <box>294 180 443 203</box>
section-rule <box>284 1381 453 1382</box>
section-rule <box>8 808 270 810</box>
section-rule <box>8 596 270 598</box>
article-body: ΣΥΝΕΧΕΙΑ ΕΚ ΤΗΣ 1ΗΣ ΣΕΛ. Ό έλεγχος τών δημοσίων έργων καί ή πορεία τών έργασιών έγένετο κατά τήν διάρκειαν τής συνεδριάσεως ύπό τών άρμοδίων ύπηρεσιών, αί όποίαι ένημέρωσαν τόν ύπουργόν διά τήν πρόοδον τών σχετικών μελετών καί τάς άποφάσεις τάς όποίας έλαβεν ή κυβέρνησις. Ό έλεγχος τών δημοσίων έργων καί ή πορεία τών έργασιών έγένετο κατά τήν διάρκειαν τής συνεδριάσεως ύπό τών άρμοδίων ύπηρεσιών, αί όποίαι ένημέρωσαν τόν ύπουργόν διά τήν πρόοδον τών σχετικών μελετών καί τάς άποφάσεις τάς όποίας έλαβεν ή κυβέρνησις. Ό έλεγχος τών δημοσίων έργων καί ή πορεία τών έργασιών έγένετο κατά τήν διάρκειαν τής συνεδριάσεως ύπό τών άρμοδίων ύπηρεσιών, αί όποίαι ένημέρωσαν τόν ύπουργόν διά τήν πρόοδον τών σχετικών μελετών καί τάς άποφάσεις τάς όποίας έλαβεν ή κυβέρνησις. <box>1164 1124 1358 1311</box>
article-body: Ό έλεγχος τών δημοσίων έργων καί ή πορεία τών έργασιών έγένετο κατά τήν διάρκειαν τής συνεδριάσεως ύπό τών άρμοδίων ύπηρεσιών, αί όποίαι ένημέρωσαν τόν ύπουργόν διά τήν πρόοδον τών σχετικών μελετών καί τάς άποφάσεις τάς όποίας έλαβεν ή κυβέρνησις. Ό έλεγχος τών δημοσίων έργων καί ή πορεία τών έργασιών έγένετο κατά τήν διάρκειαν τής συνεδριάσεως ύπό τών άρμοδίων ύπηρεσιών, αί όποίαι ένημέρωσαν τόν ύπουργόν διά τήν πρόοδον τών σχετικών μελετών καί τάς άποφάσεις τάς όποίας έλαβεν ή κυβέρνησις. <box>1164 688 1359 806</box>
right-upper <box>1164 97 1560 630</box>
right-subcolumn <box>1164 668 1358 1084</box>
headline-courts: ΣΥΝΕΡΧΟΝΤΑΙ ΣΗΜΕΡΟΝ ΤΑ ΑΝΩΤΑΤΑ ΔΙΚΑΣΤΙΚΑ ΣΥΜΒΟΥΛΙΑ <box>288 260 449 282</box>
headline-infant: ΑΝΕΥΡΕΝ ΕΚΘΕΤΟΝ ΑΡΡΕΝ ΒΡΕΦΟΣ ΚΑΙ ΤΟ ΠΑΡΕΔΩΣΕΝ <box>297 1151 440 1173</box>
article-body: Ό έλεγχος τών δημοσίων έργων καί ή πορεία τών έργασιών έγένετο κατά τήν διάρκειαν τής συνεδριάσεως ύπό τών άρμοδίων ύπηρεσιών, αί όποίαι ένημέρωσαν τόν ύπουργόν διά τήν πρόοδον τών σχετικών μελετών καί τάς άποφάσεις τάς όποίας έλαβεν ή κυβέρνησις. Ό έλεγχος τών δημοσίων έργων καί ή πορεία τών έργασιών έγένετο κατά τήν διάρκειαν τής συνεδριάσεως ύπό τών άρμοδίων ύπηρεσιών, αί όποίαι ένημέρωσαν τόν ύπουργόν διά τήν πρόοδον τών σχετικών μελετών καί τάς άποφάσεις τάς όποίας έλαβεν ή κυβέρνησις. Ό έλεγχος τών δημοσίων έργων καί ή πορεία τών έργασιών έγένετο κατά τήν διάρκειαν τής συνεδριάσεως ύπό τών άρμοδίων ύπηρεσιών, αί όποίαι ένημέρωσαν τόν ύπουργόν διά τήν πρόοδον τών σχετικών μελετών καί τάς άποφάσεις τάς όποίας έλαβεν ή κυβέρνησις. Ό έλεγχος τών δημοσίων έργων καί ή πορεία τών έργασιών έγένετο κατά τήν διάρκειαν τής συνεδριάσεως ύπό τών άρμοδίων ύπηρεσιών, αί όποίαι ένημέρωσαν τόν ύπουργόν διά τήν πρόοδον τών σχετικών μελετών καί τάς άποφάσεις τάς όποίας έλαβεν ή κυβέρνησις. Ό έλεγχος τών δημοσίων έργων καί ή πορεία τών έργασιών έγένετο κατά τήν διάρκειαν τής συνεδριάσεως ύπό τών άρμοδίων ύπηρεσιών, αί όποίαι ένημέρωσαν τόν ύπουργόν διά τήν πρόοδον τών σχετικών μελετών καί τάς άποφάσεις τάς όποίας έλαβεν ή κυβέρνησις. <box>1164 1341 1359 1635</box>
article-body: Ό έλεγχος τών δημοσίων έργων καί ή πορεία τών έργασιών έγένετο κατά τήν διάρκειαν τής συνεδριάσεως ύπό τών άρμοδίων ύπηρεσιών, αί όποίαι ένημέρωσαν τόν ύπουργόν διά τήν πρόοδον τών σχετικών μελετών καί τάς άποφάσεις τάς όποίας έλαβεν ή κυβέρνησις. Ό έλεγχος τών δημοσίων έργων καί ή πορεία τών έργασιών έγένετο κατά τήν διάρκειαν τής συνεδριάσεως ύπό τών άρμοδίων ύπηρεσιών, αί όποίαι ένημέρωσαν τόν ύπουργόν διά τήν πρόοδον τών σχετικών μελετών καί τάς άποφάσεις τάς όποίας έλαβεν ή κυβέρνησις. Ό έλεγχος τών δημοσίων έργων καί ή πορεία τών έργασιών έγένετο κατά τήν διάρκειαν τής συνεδριάσεως ύπό τών άρμοδίων ύπηρεσιών, αί όποίαι ένημέρωσαν τόν ύπουργόν διά τήν πρόοδον τών σχετικών μελετών καί τάς άποφάσεις τάς όποίας έλαβεν ή κυβέρνησις. <box>1366 1341 1560 1517</box>
headline-undersecretary: Ο ΥΦΥΠΟΥΡΓΟΣ ΠΡΟΕΔΡΙΑΣ ΑΝΕΧΩΡΗΣΕΝ ΕΙΣ ΗΝΩΜΕΝΑΣ ΠΟΛΙΤΕΙΑΣ <box>1188 319 1335 355</box>
headline-trial: Η ΚΑΤΑΘΕΣΙΣ ΤΟΥ ΠΡΩΤΟΥ ΜΑΡΤΥΡΟΣ ΕΙΣ ΤΗΝ ΔΙΚΗΝ ΤΩΝ 39 ΘΕΣΣΑΛΟΝΙΚΕΩΝ <box>478 1079 1139 1153</box>
headline-child-welfare: Η ΛΕΙΤΟΥΡΓΙΑ ΙΔΡΥΜΑΤΩΝ ΠΑΙΔΙΚΗΣ ΠΡΟΣΤΑΣΙΑΣ <box>1366 1522 1560 1557</box>
headline-agrinio: ΠΡΟΚΤΟΙΜΑΖΟΝΤΟ ΝΑ «ΚΤΥΠΗΣΟΥΝ» ΤΟ ΑΓΡΙΝΙΟΝ <box>1193 81 1532 98</box>
section-rule <box>284 1144 453 1145</box>
article-body: Ό έλεγχος τών δημοσίων έργων καί ή πορεία τών έργασιών έγένετο κατά τήν διάρκειαν τής συνεδριάσεως ύπό τών άρμοδίων ύπηρεσιών, αί όποίαι ένημέρωσαν τόν ύπουργόν διά τήν πρόοδον τών σχετικών μελετών καί τάς άποφάσεις τάς όποίας έλαβεν ή κυβέρνησις. Ό έλεγχος τών δημοσίων έργων καί ή πορεία τών έργασιών έγένετο κατά τήν διάρκειαν τής συνεδριάσεως ύπό τών άρμοδίων ύπηρεσιών, αί όποίαι ένημέρωσαν τόν ύπουργόν διά τήν πρόοδον τών σχετικών μελετών καί τάς άποφάσεις τάς όποίας έλαβεν ή κυβέρνησις. <box>284 287 453 433</box>
rate-row: Ελευθερίας 300,00 <box>284 218 453 226</box>
article-body: ΑΘΗΝΑΙ, 14.— Ό έλεγχος τών δημοσίων έργων καί ή πορεία τών έργασιών έγένετο κατά τήν διάρκειαν τής συνεδριάσεως ύπό τών άρμοδίων ύπηρεσιών, αί όποίαι ένημέρωσαν τόν ύπουργόν διά τήν πρόοδον τών σχετικών μελετών καί τάς άποφάσεις τάς όποίας έλαβεν ή κυβέρνησις. Ό έλεγχος τών δημοσίων έργων καί ή πορεία τών έργασιών έγένετο κατά τήν διάρκειαν τής συνεδριάσεως ύπό τών άρμοδίων ύπηρεσιών, αί όποίαι ένημέρωσαν τόν ύπουργόν διά τήν πρόοδον τών σχετικών μελετών καί τάς άποφάσεις τάς όποίας έλαβεν ή κυβέρνησις. Ό έλεγχος τών δημοσίων έργων καί ή πορεία τών έργασιών έγένετο κατά τήν διάρκειαν τής συνεδριάσεως ύπό τών άρμοδίων ύπηρεσιών, αί όποίαι ένημέρωσαν τόν ύπουργόν διά τήν πρόοδον τών σχετικών μελετών καί τάς άποφάσεις τάς όποίας έλαβεν ή κυβέρνησις. <box>8 663 270 802</box>
headline-basketball: ΤΟ ΠΑΝΕΥΡΩΠΑΪΚΟΝ ΠΡΩΤΑΘΛΗΜΑ ΜΠΑΣΚΕΤ ΚΑΙ ΟΙ ΔΙΑΙΤΗΤΑΙ ΤΩΝ ΑΓΩΝΩΝ ΤΗΣ ΚΥΡΙΑΚΗΣ <box>20 1262 259 1307</box>
column-center <box>466 49 1151 2347</box>
article-body: Ό έλεγχος τών δημοσίων έργων καί ή πορεία τών έργασιών έγένετο κατά τήν διάρκειαν τής συνεδριάσεως ύπό τών άρμοδίων ύπηρεσιών, αί όποίαι ένημέρωσαν τόν ύπουργόν διά τήν πρόοδον τών σχετικών μελετών καί τάς άποφάσεις τάς όποίας έλαβεν ή κυβέρνησις. Ό έλεγχος τών δημοσίων έργων καί ή πορεία τών έργασιών έγένετο κατά τήν διάρκειαν τής συνεδριάσεως ύπό τών άρμοδίων ύπηρεσιών, αί όποίαι ένημέρωσαν τόν ύπουργόν διά τήν πρόοδον τών σχετικών μελετών καί τάς άποφάσεις τάς όποίας έλαβεν ή κυβέρνησις. <box>1164 837 1359 955</box>
right-middle <box>1164 668 1560 1084</box>
page-number-logo: ΣΕλίς 7 <box>1423 6 1541 41</box>
article-body: Ό έλεγχος τών δημοσίων έργων καί ή πορεία τών έργασιών έγένετο κατά τήν διάρκειαν τής συνεδριάσεως ύπό τών άρμοδίων ύπηρεσιών, αί όποίαι ένημέρωσαν τόν ύπουργόν διά τήν πρόοδον τών σχετικών μελετών καί τάς άποφάσεις τάς όποίας έλαβεν ή κυβέρνησις. Ό έλεγχος τών δημοσίων έργων καί ή πορεία τών έργασιών έγένετο κατά τήν διάρκειαν τής συνεδριάσεως ύπό τών άρμοδίων ύπηρεσιών, αί όποίαι ένημέρωσαν τόν ύπουργόν διά τήν πρόοδον τών σχετικών μελετών καί τάς άποφάσεις τάς όποίας έλαβεν ή κυβέρνησις. Ό έλεγχος τών δημοσίων έργων καί ή πορεία τών έργασιών έγένετο κατά τήν διάρκειαν τής συνεδριάσεως ύπό τών άρμοδίων ύπηρεσιών, αί όποίαι ένημέρωσαν τόν ύπουργόν διά τήν πρόοδον τών σχετικών μελετών καί τάς άποφάσεις τάς όποίας έλαβεν ή κυβέρνησις. Ό έλεγχος τών δημοσίων έργων καί ή πορεία τών έργασιών έγένετο κατά τήν διάρκειαν τής συνεδριάσεως ύπό τών άρμοδίων ύπηρεσιών, αί όποίαι ένημέρωσαν τόν ύπουργόν διά τήν πρόοδον τών σχετικών μελετών καί τάς άποφάσεις τάς όποίας έλαβεν ή κυβέρνησις. Ό έλεγχος τών δημοσίων έργων καί ή πορεία τών έργασιών έγένετο κατά τήν διάρκειαν τής συνεδριάσεως ύπό τών άρμοδίων ύπηρεσιών, αί όποίαι ένημέρωσαν τόν ύπουργόν διά τήν πρόοδον τών σχετικών μελετών καί τάς άποφάσεις τάς όποίας έλαβεν ή κυβέρνησις. Ό έλεγχος τών δημοσίων έργων καί ή πορεία τών έργασιών έγένετο κατά τήν διάρκειαν τής συνεδριάσεως ύπό τών άρμοδίων ύπηρεσιών, αί όποίαι ένημέρωσαν τόν ύπουργόν διά τήν πρόοδον τών σχετικών μελετών καί τάς άποφάσεις τάς όποίας έλαβεν ή κυβέρνησις. Ό έλεγχος τών δημοσίων έργων καί ή πορεία τών έργασιών έγένετο κατά τήν διάρκειαν τής συνεδριάσεως ύπό τών άρμοδίων ύπηρεσιών, αί όποίαι ένημέρωσαν τόν ύπουργόν διά τήν πρόοδον τών σχετικών μελετών καί τάς άποφάσεις τάς όποίας έλαβεν ή κυβέρνησις. Ό έλεγχος τών δημοσίων έργων καί ή πορεία τών έργασιών έγένετο κατά τήν διάρκειαν τής συνεδριάσεως ύπό τών άρμοδίων ύπηρεσιών, αί όποίαι ένημέρωσαν τόν ύπουργόν διά τήν πρόοδον τών σχετικών μελετών καί τάς άποφάσεις τάς όποίας έλαβεν ή κυβέρνησις. Ό έλεγχος τών δημοσίων έργων καί ή πορεία τών έργασιών έγένετο κατά τήν διάρκειαν τής συνεδριάσεως ύπό τών άρμοδίων ύπηρεσιών, αί όποίαι ένημέρωσαν τόν ύπουργόν διά τήν πρόοδον τών σχετικών μελετών καί τάς άποφάσεις τάς όποίας έλαβεν ή κυβέρνησις. Ό έλεγχος τών δημοσίων έργων καί ή πορεία τών έργασιών έγένετο κατά τήν διάρκειαν τής συνεδριάσεως ύπό τών άρμοδίων ύπηρεσιών, αί όποίαι ένημέρωσαν τόν ύπουργόν διά τήν πρόοδον τών σχετικών μελετών καί τάς άποφάσεις τάς όποίας έλαβεν ή κυβέρνησις. Ό έλεγχος τών δημοσίων έργων καί ή πορεία τών έργασιών έγένετο κατά τήν διάρκειαν τής συνεδριάσεως ύπό τών άρμοδίων ύπηρεσιών, αί όποίαι ένημέρωσαν τόν ύπουργόν διά τήν πρόοδον τών σχετικών μελετών καί τάς άποφάσεις τάς όποίας έλαβεν ή κυβέρνησις. <box>640 233 805 1046</box>
article-body: ΑΘΗΝΑΙ, 14.— Ό έλεγχος τών δημοσίων έργων καί ή πορεία τών έργασιών έγένετο κατά τήν διάρκειαν τής συνεδριάσεως ύπό τών άρμοδίων ύπηρεσιών, αί όποίαι ένημέρωσαν τόν ύπουργόν διά τήν πρόοδον τών σχετικών μελετών καί τάς άποφάσεις τάς όποίας έλαβεν ή κυβέρνησις. Ό έλεγχος τών δημοσίων έργων καί ή πορεία τών έργασιών έγένετο κατά τήν διάρκειαν τής συνεδριάσεως ύπό τών άρμοδίων ύπηρεσιών, αί όποίαι ένημέρωσαν τόν ύπουργόν διά τήν πρόοδον τών σχετικών μελετών καί τάς άποφάσεις τάς όποίας έλαβεν ή κυβέρνησις. Ό έλεγχος τών δημοσίων έργων καί ή πορεία τών έργασιών έγένετο κατά τήν διάρκειαν τής συνεδριάσεως ύπό τών άρμοδίων ύπηρεσιών, αί όποίαι ένημέρωσαν τόν ύπουργόν διά τήν πρόοδον τών σχετικών μελετών καί τάς άποφάσεις τάς όποίας έλαβεν ή κυβέρνησις. Ό έλεγχος τών δημοσίων έργων καί ή πορεία τών έργασιών έγένετο κατά τήν διάρκειαν τής συνεδριάσεως ύπό τών άρμοδίων ύπηρεσιών, αί όποίαι ένημέρωσαν τόν ύπουργόν διά τήν πρόοδον τών σχετικών μελετών καί τάς άποφάσεις τάς όποίας έλαβεν ή κυβέρνησις. <box>8 1072 270 1249</box>
headline-traffic: ΤΕΣΣΑΡΕΣ ΤΡΑΥΜΑΤΙΑΙ ΕΙΣ ΤΡΟΧΑΙΑ <box>1173 672 1349 684</box>
right-subcolumn <box>1366 668 1560 1084</box>
trial-article <box>466 1190 1151 1782</box>
section-rule <box>284 173 453 174</box>
gold-rates-table <box>284 208 453 247</box>
headline-diplomas: ΤΙΜΗΤΙΚΑ ΔΙΠΛΩΜΑΤΑ ΕΙΣ ΜΕΤΑΞΟΥΝΤΑΣ ΕΙΔΙΚΗΣ ΕΚΘΕΣΕΩΣ <box>306 447 431 481</box>
headline-economy: ΠΛΗΡΗΣ ΑΝΑΠΤΥΞΙΣ ΤΗΣ ΟΙΚΟΝΟΜΙΚΗΣ ΔΡΑΣΤΗΡΙΟΤΗΤΟΣ <box>288 577 449 600</box>
headline-tickets: ΑΓΝΩΣΤΟΙ ΑΦΗΡΕΣΑΝ 600 ΕΙΣΙΤΗΡΙΑ ΚΙΝΗΜΑΤΟΓΡΑΦΟΥ <box>297 1032 440 1055</box>
headline-collective-agreements: ΕΚΗΡΥΧΘΗΣΑΝ ΕΚΤΕΛΕΣΤΑΙ ΣΥΛΛΟΓΙΚΑΙ ΣΥΜΒΑΣΕΙΣ <box>1192 958 1331 982</box>
headline-pm-speech: Η ΟΜΙΛΙΑ ΤΟΥ ΠΡΟΕΔΡΟΥ ΤΗΣ ΚΥΒΕΡΝΗΣΕΩΣ ΕΙΣ ΤΟ ΥΠΟΥΡΓΕΙΟΝ ΤΩΝ ΔΗΜΟΣΙΩΝ ΕΡΓΩΝ <box>504 1794 1113 1833</box>
section-rule <box>1164 1319 1560 1321</box>
right-lower <box>1164 1122 1560 1313</box>
article-body: Ό έλεγχος τών δημοσίων έργων καί ή πορεία τών έργασιών έγένετο κατά τήν διάρκειαν τής συνεδριάσεως ύπό τών άρμοδίων ύπηρεσιών, αί όποίαι ένημέρωσαν τόν ύπουργόν διά τήν πρόοδον τών σχετικών μελετών καί τάς άποφάσεις τάς όποίας έλαβεν ή κυβέρνησις. Ό έλεγχος τών δημοσίων έργων καί ή πορεία τών έργασιών έγένετο κατά τήν διάρκειαν τής συνεδριάσεως ύπό τών άρμοδίων ύπηρεσιών, αί όποίαι ένημέρωσαν τόν ύπουργόν διά τήν πρόοδον τών σχετικών μελετών καί τάς άποφάσεις τάς όποίας έλαβεν ή κυβέρνησις. Ο ΠΡΩΤΟΣ ΜΑΡΤΥΣ Ό έλεγχος τών δημοσίων έργων καί ή πορεία τών έργασιών έγένετο κατά τήν διάρκειαν τής συνεδριάσεως ύπό τών άρμοδίων ύπηρεσιών, αί όποίαι ένημέρωσαν τόν ύπουργόν διά τήν πρόοδον τών σχετικών μελετών καί τάς άποφάσεις τάς όποίας έλαβεν ή κυβέρνησις. Ό έλεγχος τών δημοσίων έργων καί ή πορεία τών έργασιών έγένετο κατά τήν διάρκειαν τής συνεδριάσεως ύπό τών άρμοδίων ύπηρεσιών, αί όποίαι ένημέρωσαν τόν ύπουργόν διά τήν πρόοδον τών σχετικών μελετών καί τάς άποφάσεις τάς όποίας έλαβεν ή κυβέρνησις. Ό έλεγχος τών δημοσίων έργων καί ή πορεία τών έργασιών έγένετο κατά τήν διάρκειαν τής συνεδριάσεως ύπό τών άρμοδίων ύπηρεσιών, αί όποίαι ένημέρωσαν τόν ύπουργόν διά τήν πρόοδον τών σχετικών μελετών καί τάς άποφάσεις τάς όποίας έλαβεν ή κυβέρνησις. Ό έλεγχος τών δημοσίων έργων καί ή πορεία τών έργασιών έγένετο κατά τήν διάρκειαν τής συνεδριάσεως ύπό τών άρμοδίων ύπηρεσιών, αί όποίαι ένημέρωσαν τόν ύπουργόν διά τήν πρόοδον τών σχετικών μελετών καί τάς άποφάσεις τάς όποίας έλαβεν ή κυβέρνησις. Ό έλεγχος τών δημοσίων έργων καί ή πορεία τών έργασιών έγένετο κατά τήν διάρκειαν τής συνεδριάσεως ύπό τών άρμοδίων ύπηρεσιών, αί όποίαι ένημέρωσαν τόν ύπουργόν διά τήν πρόοδον τών σχετικών μελετών καί τάς άποφάσεις τάς όποίας έλαβεν ή κυβέρνησις. <box>813 1192 978 1726</box>
article-body: Ό έλεγχος τών δημοσίων έργων καί ή πορεία τών έργασιών έγένετο κατά τήν διάρκειαν τής συνεδριάσεως ύπό τών άρμοδίων ύπηρεσιών, αί όποίαι ένημέρωσαν τόν ύπουργόν διά τήν πρόοδον τών σχετικών μελετών καί τάς άποφάσεις τάς όποίας έλαβεν ή κυβέρνησις. <box>284 1534 453 1611</box>
column-right <box>1164 45 1560 2347</box>
pm-article <box>466 1833 1151 2288</box>
headline-shipping-offices: Η ΕΓΚΑΤΑΣΤΑΣΙΣ ΓΡΑΦΕΙΩΝ ΝΑΥΤΙΛΙΑΚΩΝ ΕΤΑΙΡΕΙΩΝ <box>1194 480 1329 504</box>
article-body: Ό έλεγχος τών δημοσίων έργων καί ή πορεία τών έργασιών έγένετο κατά τήν διάρκειαν τής συνεδριάσεως ύπό τών άρμοδίων ύπηρεσιών, αί όποίαι ένημέρωσαν τόν ύπουργόν διά τήν πρόοδον τών σχετικών μελετών καί τάς άποφάσεις τάς όποίας έλαβεν ή κυβέρνησις. Ό έλεγχος τών δημοσίων έργων καί ή πορεία τών έργασιών έγένετο κατά τήν διάρκειαν τής συνεδριάσεως ύπό τών άρμοδίων ύπηρεσιών, αί όποίαι ένημέρωσαν τόν ύπουργόν διά τήν πρόοδον τών σχετικών μελετών καί τάς άποφάσεις τάς όποίας έλαβεν ή κυβέρνησις. Ό έλεγχος τών δημοσίων έργων καί ή πορεία τών έργασιών έγένετο κατά τήν διάρκειαν τής συνεδριάσεως ύπό τών άρμοδίων ύπηρεσιών, αί όποίαι ένημέρωσαν τόν ύπουργόν διά τήν πρόοδον τών σχετικών μελετών καί τάς άποφάσεις τάς όποίας έλαβεν ή κυβέρνησις. Ό έλεγχος τών δημοσίων έργων καί ή πορεία τών έργασιών έγένετο κατά τήν διάρκειαν τής συνεδριάσεως ύπό τών άρμοδίων ύπηρεσιών, αί όποίαι ένημέρωσαν τόν ύπουργόν διά τήν πρόοδον τών σχετικών μελετών καί τάς άποφάσεις τάς όποίας έλαβεν ή κυβέρνησις. Ό έλεγχος τών δημοσίων έργων καί ή πορεία τών έργασιών έγένετο κατά τήν διάρκειαν τής συνεδριάσεως ύπό τών άρμοδίων ύπηρεσιών, αί όποίαι ένημέρωσαν τόν ύπουργόν διά τήν πρόοδον τών σχετικών μελετών καί τάς άποφάσεις τάς όποίας έλαβεν ή κυβέρνησις. ΑΙ ΣΥΝΕΡΓΑΣΙΑΙ Ό έλεγχος τών δημοσίων έργων καί ή πορεία τών έργασιών έγένετο κατά τήν διάρκειαν τής συνεδριάσεως ύπό τών άρμοδίων ύπηρεσιών, αί όποίαι ένημέρωσαν τόν ύπουργόν διά τήν πρόοδον τών σχετικών μελετών καί τάς άποφάσεις τάς όποίας έλαβεν ή κυβέρνησις. Ό έλεγχος τών δημοσίων έργων καί ή πορεία τών έργασιών έγένετο κατά τήν διάρκειαν τής συνεδριάσεως ύπό τών άρμοδίων ύπηρεσιών, αί όποίαι ένημέρωσαν τόν ύπουργόν διά τήν πρόοδον τών σχετικών μελετών καί τάς άποφάσεις τάς όποίας έλαβεν ή κυβέρνησις. Ό έλεγχος τών δημοσίων έργων καί ή πορεία τών έργασιών έγένετο κατά τήν διάρκειαν τής συνεδριάσεως ύπό τών άρμοδίων ύπηρεσιών, αί όποίαι ένημέρωσαν τόν ύπουργόν διά τήν πρόοδον τών σχετικών μελετών καί τάς άποφάσεις τάς όποίας έλαβεν ή κυβέρνησις. Ό έλεγχος τών δημοσίων έργων καί ή πορεία τών έργασιών έγένετο κατά τήν διάρκειαν τής συνεδριάσεως ύπό τών άρμοδίων ύπηρεσιών, αί όποίαι ένημέρωσαν τόν ύπουργόν διά τήν πρόοδον τών σχετικών μελετών καί τάς άποφάσεις τάς όποίας έλαβεν ή κυβέρνησις. <box>987 233 1151 914</box>
article-body: Ό έλεγχος τών δημοσίων έργων καί ή πορεία τών έργασιών έγένετο κατά τήν διάρκειαν τής συνεδριάσεως ύπό τών άρμοδίων ύπηρεσιών, αί όποίαι ένημέρωσαν τόν ύπουργόν διά τήν πρόοδον τών σχετικών μελετών καί τάς άποφάσεις τάς όποίας έλαβεν ή κυβέρνησις. <box>284 1415 453 1493</box>
article-body: Ό έλεγχος τών δημοσίων έργων καί ή πορεία τών έργασιών έγένετο κατά τήν διάρκειαν τής συνεδριάσεως ύπό τών άρμοδίων ύπηρεσιών, αί όποίαι ένημέρωσαν τόν ύπουργόν διά τήν πρόοδον τών σχετικών μελετών καί τάς άποφάσεις τάς όποίας έλαβεν ή κυβέρνησις. <box>284 486 453 564</box>
section-rule <box>284 1025 453 1026</box>
headline-corfu-wedding: ΕΙΣ ΤΗΝ ΚΕΡΚΥΡΑΝ ΘΑ ΓΙΝΟΥΝ ΟΙ ΓΑΜΟΙ ΤΗΣ ΑΝΟΥΚ ΑΙΜΕ ΚΑΙ ΤΟΥ ΦΙΝΕ-Υ <box>1166 100 1356 135</box>
article-body: ΑΛΕΞΑΝΔΡΟΥΠΟΛΙΣ, 14.— Ό έλεγχος τών δημοσίων έργων καί ή πορεία τών έργασιών έγένετο κατά τήν διάρκειαν τής συνεδριάσεως ύπό τών άρμοδίων ύπηρεσιών, αί όποίαι ένημέρωσαν τόν ύπουργόν διά τήν πρόοδον τών σχετικών μελετών καί τάς άποφάσεις τάς όποίας έλαβεν ή κυβέρνησις. Ό έλεγχος τών δημοσίων έργων καί ή πορεία τών έργασιών έγένετο κατά τήν διάρκειαν τής συνεδριάσεως ύπό τών άρμοδίων ύπηρεσιών, αί όποίαι ένημέρωσαν τόν ύπουργόν διά τήν πρόοδον τών σχετικών μελετών καί τάς άποφάσεις τάς όποίας έλαβεν ή κυβέρνησις. Ό έλεγχος τών δημοσίων έργων καί ή πορεία τών έργασιών έγένετο κατά τήν διάρκειαν τής συνεδριάσεως ύπό τών άρμοδίων ύπηρεσιών, αί όποίαι ένημέρωσαν τόν ύπουργόν διά τήν πρόοδον τών σχετικών μελετών καί τάς άποφάσεις τάς όποίας έλαβεν ή κυβέρνησις. Ό έλεγχος τών δημοσίων έργων καί ή πορεία τών έργασιών έγένετο κατά τήν διάρκειαν τής συνεδριάσεως ύπό τών άρμοδίων ύπηρεσιών, αί όποίαι ένημέρωσαν τόν ύπουργόν διά τήν πρόοδον τών σχετικών μελετών καί τάς άποφάσεις τάς όποίας έλαβεν ή κυβέρνησις. Ό έλεγχος τών δημοσίων έργων καί ή πορεία τών έργασιών έγένετο κατά τήν διάρκειαν τής συνεδριάσεως ύπό τών άρμοδίων ύπηρεσιών, αί όποίαι ένημέρωσαν τόν ύπουργόν διά τήν πρόοδον τών σχετικών μελετών καί τάς άποφάσεις τάς όποίας έλαβεν ή κυβέρνησις. Ό έλεγχος τών δημοσίων έργων καί ή πορεία τών έργασιών έγένετο κατά τήν διάρκειαν τής συνεδριάσεως ύπό τών άρμοδίων ύπηρεσιών, αί όποίαι ένημέρωσαν τόν ύπουργόν διά τήν πρόοδον τών σχετικών μελετών καί τάς άποφάσεις τάς όποίας έλαβεν ή κυβέρνησις. Ό έλεγχος τών δημοσίων έργων καί ή πορεία τών έργασιών έγένετο κατά τήν διάρκειαν τής συνεδριάσεως ύπό τών άρμοδίων ύπηρεσιών, αί όποίαι ένημέρωσαν τόν ύπουργόν διά τήν πρόοδον τών σχετικών μελετών καί τάς άποφάσεις τάς όποίας έλαβεν ή κυβέρνησις. Ό έλεγχος τών δημοσίων έργων καί ή πορεία τών έργασιών έγένετο κατά τήν διάρκειαν τής συνεδριάσεως ύπό τών άρμοδίων ύπηρεσιών, αί όποίαι ένημέρωσαν τόν ύπουργόν διά τήν πρόοδον τών σχετικών μελετών καί τάς άποφάσεις τάς όποίας έλαβεν ή κυβέρνησις. Ό έλεγχος τών δημοσίων έργων καί ή πορεία τών έργασιών έγένετο κατά τήν διάρκειαν τής συνεδριάσεως ύπό τών άρμοδίων ύπηρεσιών, αί όποίαι ένημέρωσαν τόν ύπουργόν διά τήν πρόοδον τών σχετικών μελετών καί τάς άποφάσεις τάς όποίας έλαβεν ή κυβέρνησις. ΑΙ ΤΑ ΔΙΗΜΕΡΟΝ Ό έλεγχος τών δημοσίων έργων καί ή πορεία τών έργασιών έγένετο κατά τήν διάρκειαν τής συνεδριάσεως ύπό τών άρμοδίων ύπηρεσιών, αί όποίαι ένημέρωσαν τόν ύπουργόν διά τήν πρόοδον τών σχετικών μελετών καί τάς άποφάσεις τάς όποίας έλαβεν ή κυβέρνησις. Ό έλεγχος τών δημοσίων έργων καί ή πορεία τών έργασιών έγένετο κατά τήν διάρκειαν τής συνεδριάσεως ύπό τών άρμοδίων ύπηρεσιών, αί όποίαι ένημέρωσαν τόν ύπουργόν διά τήν πρόοδον τών σχετικών μελετών καί τάς άποφάσεις τάς όποίας έλαβεν ή κυβέρνησις. <box>466 233 631 1062</box>
section-rule <box>284 1737 453 1738</box>
right-subcolumn <box>1164 97 1358 630</box>
section-rule <box>284 253 453 254</box>
article-body: Ό έλεγχος τών δημοσίων έργων καί ή πορεία τών έργασιών έγένετο κατά τήν διάρκειαν τής συνεδριάσεως ύπό τών άρμοδίων ύπηρεσιών, αί όποίαι ένημέρωσαν τόν ύπουργόν διά τήν πρόοδον τών σχετικών μελετών καί τάς άποφάσεις τάς όποίας έλαβεν ή κυβέρνησις. <box>284 1059 453 1137</box>
column-rule <box>460 45 461 2345</box>
article-body: Ό έλεγχος τών δημοσίων έργων καί ή πορεία τών έργασιών έγένετο κατά τήν διάρκειαν τής συνεδριάσεως ύπό τών άρμοδίων ύπηρεσιών, αί όποίαι ένημέρωσαν τόν ύπουργόν διά τήν πρόοδον τών σχετικών μελετών καί τάς άποφάσεις τάς όποίας έλαβεν ή κυβέρνησις. <box>1366 1560 1560 1619</box>
article-body: Ό έλεγχος τών δημοσίων έργων καί ή πορεία τών έργασιών έγένετο κατά τήν διάρκειαν τής συνεδριάσεως ύπό τών άρμοδίων ύπηρεσιών, αί όποίαι ένημέρωσαν τόν ύπουργόν διά τήν πρόοδον τών σχετικών μελετών καί τάς άποφάσεις τάς όποίας έλαβεν ή κυβέρνησις. <box>284 1652 453 1730</box>
article-body: Ό έλεγχος τών δημοσίων έργων καί ή πορεία τών έργασιών έγένετο κατά τήν διάρκειαν τής συνεδριάσεως ύπό τών άρμοδίων ύπηρεσιών, αί όποίαι ένημέρωσαν τόν ύπουργόν διά τήν πρόοδον τών σχετικών μελετών καί τάς άποφάσεις τάς όποίας έλαβεν ή κυβέρνησις. Ό έλεγχος τών δημοσίων έργων καί ή πορεία τών έργασιών έγένετο κατά τήν διάρκειαν τής συνεδριάσεως ύπό τών άρμοδίων ύπηρεσιών, αί όποίαι ένημέρωσαν τόν ύπουργόν διά τήν πρόοδον τών σχετικών μελετών καί τάς άποφάσεις τάς όποίας έλαβεν ή κυβέρνησις. Ό έλεγχος τών δημοσίων έργων καί ή πορεία τών έργασιών έγένετο κατά τήν διάρκειαν τής συνεδριάσεως ύπό τών άρμοδίων ύπηρεσιών, αί όποίαι ένημέρωσαν τόν ύπουργόν διά τήν πρόοδον τών σχετικών μελετών καί τάς άποφάσεις τάς όποίας έλαβεν ή κυβέρνησις. Ό έλεγχος τών δημοσίων έργων καί ή πορεία τών έργασιών έγένετο κατά τήν διάρκειαν τής συνεδριάσεως ύπό τών άρμοδίων ύπηρεσιών, αί όποίαι ένημέρωσαν τόν ύπουργόν διά τήν πρόοδον τών σχετικών μελετών καί τάς άποφάσεις τάς όποίας έλαβεν ή κυβέρνησις. Ό έλεγχος τών δημοσίων έργων καί ή πορεία τών έργασιών έγένετο κατά τήν διάρκειαν τής συνεδριάσεως ύπό τών άρμοδίων ύπηρεσιών, αί όποίαι ένημέρωσαν τόν ύπουργόν διά τήν πρόοδον τών σχετικών μελετών καί τάς άποφάσεις τάς όποίας έλαβεν ή κυβέρνησις. Ό έλεγχος τών δημοσίων έργων καί ή πορεία τών έργασιών έγένετο κατά τήν διάρκειαν τής συνεδριάσεως ύπό τών άρμοδίων ύπηρεσιών, αί όποίαι ένημέρωσαν τόν ύπουργόν διά τήν πρόοδον τών σχετικών μελετών καί τάς άποφάσεις τάς όποίας έλαβεν ή κυβέρνησις. <box>640 1834 805 2275</box>
section-rule <box>284 1499 453 1500</box>
section-rule <box>466 1071 1151 1073</box>
headline-loans: ΤΑ ΔΙΚΑΙΟΛΟΓΗΤΙΚΑ ΔΙΑ ΤΗΝ ΧΟΡΗΓΗΣΙΝ ΣΤΕΓΑΣΤΙΚΩΝ ΔΑΝΕΙΩΝ <box>298 833 439 867</box>
column-left <box>8 45 270 2347</box>
article-body: Ό έλεγχος τών δημοσίων έργων καί ή πορεία τών έργασιών έγένετο κατά τήν διάρκειαν τής συνεδριάσεως ύπό τών άρμοδίων ύπηρεσιών, αί όποίαι ένημέρωσαν τόν ύπουργόν διά τήν πρόοδον τών σχετικών μελετών καί τάς άποφάσεις τάς όποίας έλαβεν ή κυβέρνησις. <box>1164 986 1358 1045</box>
subhead-komotini: Θεμελίωσις δύο μεγάλων έργων εις Κομοτηνήν <box>553 206 1064 227</box>
article-body: Ό έλεγχος τών δημοσίων έργων καί ή πορεία τών έργασιών έγένετο κατά τήν διάρκειαν τής συνεδριάσεως ύπό τών άρμοδίων ύπηρεσιών, αί όποίαι ένημέρωσαν τόν ύπουργόν διά τήν πρόοδον τών σχετικών μελετών καί τάς άποφάσεις τάς όποίας έλαβεν ή κυβέρνησις. Ό έλεγχος τών δημοσίων έργων καί ή πορεία τών έργασιών έγένετο κατά τήν διάρκειαν τής συνεδριάσεως ύπό τών άρμοδίων ύπηρεσιών, αί όποίαι ένημέρωσαν τόν ύπουργόν διά τήν πρόοδον τών σχετικών μελετών καί τάς άποφάσεις τάς όποίας έλαβεν ή κυβέρνησις. Ό έλεγχος τών δημοσίων έργων καί ή πορεία τών έργασιών έγένετο κατά τήν διάρκειαν τής συνεδριάσεως ύπό τών άρμοδίων ύπηρεσιών, αί όποίαι ένημέρωσαν τόν ύπουργόν διά τήν πρόοδον τών σχετικών μελετών καί τάς άποφάσεις τάς όποίας έλαβεν ή κυβέρνησις. Ό έλεγχος τών δημοσίων έργων καί ή πορεία τών έργασιών έγένετο κατά τήν διάρκειαν τής συνεδριάσεως ύπό τών άρμοδίων ύπηρεσιών, αί όποίαι ένημέρωσαν τόν ύπουργόν διά τήν πρόοδον τών σχετικών μελετών καί τάς άποφάσεις τάς όποίας έλαβεν ή κυβέρνησις. Ό έλεγχος τών δημοσίων έργων καί ή πορεία τών έργασιών έγένετο κατά τήν διάρκειαν τής συνεδριάσεως ύπό τών άρμοδίων ύπηρεσιών, αί όποίαι ένημέρωσαν τόν ύπουργόν διά τήν πρόοδον τών σχετικών μελετών καί τάς άποφάσεις τάς όποίας έλαβεν ή κυβέρνησις. Ό έλεγχος τών δημοσίων έργων καί ή πορεία τών έργασιών έγένετο κατά τήν διάρκειαν τής συνεδριάσεως ύπό τών άρμοδίων ύπηρεσιών, αί όποίαι ένημέρωσαν τόν ύπουργόν διά τήν πρόοδον τών σχετικών μελετών καί τάς άποφάσεις τάς όποίας έλαβεν ή κυβέρνησις. <box>813 1834 978 2275</box>
section-rule <box>466 1788 1151 1790</box>
subhead-trial: Τί ανέφερε διά τούς κατηγορουμένους <box>546 1157 1071 1186</box>
rate-row: Αγγλίας 335,00 <box>284 208 453 217</box>
rate-row: Γάλλου 300,00 <box>284 237 453 246</box>
article-body: ΣΥΝΕΧΕΙΑ ΕΚ ΤΗΣ 1ΗΣ ΣΕΛ. Ό έλεγχος τών δημοσίων έργων καί ή πορεία τών έργασιών έγένετο κατά τήν διάρκειαν τής συνεδριάσεως ύπό τών άρμοδίων ύπηρεσιών, αί όποίαι ένημέρωσαν τόν ύπουργόν διά τήν πρόοδον τών σχετικών μελετών καί τάς άποφάσεις τάς όποίας έλαβεν ή κυβέρνησις. Ό έλεγχος τών δημοσίων έργων καί ή πορεία τών έργασιών έγένετο κατά τήν διάρκειαν τής συνεδριάσεως ύπό τών άρμοδίων ύπηρεσιών, αί όποίαι ένημέρωσαν τόν ύπουργόν διά τήν πρόοδον τών σχετικών μελετών καί τάς άποφάσεις τάς όποίας έλαβεν ή κυβέρνησις. Ό έλεγχος τών δημοσίων έργων καί ή πορεία τών έργασιών έγένετο κατά τήν διάρκειαν τής συνεδριάσεως ύπό τών άρμοδίων ύπηρεσιών, αί όποίαι ένημέρωσαν τόν ύπουργόν διά τήν πρόοδον τών σχετικών μελετών καί τάς άποφάσεις τάς όποίας έλαβεν ή κυβέρνησις. Ό έλεγχος τών δημοσίων έργων καί ή πορεία τών έργασιών έγένετο κατά τήν διάρκειαν τής συνεδριάσεως ύπό τών άρμοδίων ύπηρεσιών, αί όποίαι ένημέρωσαν τόν ύπουργόν διά τήν πρόοδον τών σχετικών μελετών καί τάς άποφάσεις τάς όποίας έλαβεν ή κυβέρνησις. Ό έλεγχος τών δημοσίων έργων καί ή πορεία τών έργασιών έγένετο κατά τήν διάρκειαν τής συνεδριάσεως ύπό τών άρμοδίων ύπηρεσιών, αί όποίαι ένημέρωσαν τόν ύπουργόν διά τήν πρόοδον τών σχετικών μελετών καί τάς άποφάσεις τάς όποίας έλαβεν ή κυβέρνησις. Ό έλεγχος τών δημοσίων έργων καί ή πορεία τών έργασιών έγένετο κατά τήν διάρκειαν τής συνεδριάσεως ύπό τών άρμοδίων ύπηρεσιών, αί όποίαι ένημέρωσαν τόν ύπουργόν διά τήν πρόοδον τών σχετικών μελετών καί τάς άποφάσεις τάς όποίας έλαβεν ή κυβέρνησις. Η ΣΥΝΕΔΡΙΑΣΙΣ Ό έλεγχος τών δημοσίων έργων καί ή πορεία τών έργασιών έγένετο κατά τήν διάρκειαν τής συνεδριάσεως ύπό τών άρμοδίων ύπηρεσιών, αί όποίαι ένημέρωσαν τόν ύπουργόν διά τήν πρόοδον τών σχετικών μελετών καί τάς άποφάσεις τάς όποίας έλαβεν ή κυβέρνησις. <box>466 1192 631 1737</box>
section-rule <box>284 570 453 571</box>
thrace-article <box>466 231 1151 1065</box>
article-body: Ό έλεγχος τών δημοσίων έργων καί ή πορεία τών έργασιών έγένετο κατά τήν διάρκειαν τής συνεδριάσεως ύπό τών άρμοδίων ύπηρεσιών, αί όποίαι ένημέρωσαν τόν ύπουργόν διά τήν πρόοδον τών σχετικών μελετών καί τάς άποφάσεις τάς όποίας έλαβεν ή κυβέρνησις. Ό έλεγχος τών δημοσίων έργων καί ή πορεία τών έργασιών έγένετο κατά τήν διάρκειαν τής συνεδριάσεως ύπό τών άρμοδίων ύπηρεσιών, αί όποίαι ένημέρωσαν τόν ύπουργόν διά τήν πρόοδον τών σχετικών μελετών καί τάς άποφάσεις τάς όποίας έλαβεν ή κυβέρνησις. Ό έλεγχος τών δημοσίων έργων καί ή πορεία τών έργασιών έγένετο κατά τήν διάρκειαν τής συνεδριάσεως ύπό τών άρμοδίων ύπηρεσιών, αί όποίαι ένημέρωσαν τόν ύπουργόν διά τήν πρόοδον τών σχετικών μελετών καί τάς άποφάσεις τάς όποίας έλαβεν ή κυβέρνησις. <box>1164 139 1359 316</box>
headline-thrace: ΠΑΡΟΥΣΙΑ ΤΟΥ κ. ΠΑΤΤΑΚΟΥ ΚΑΙ ΔΥΟ ΥΠΟΥΡΓΩΝ ΕΟΡΤΑΣΘΗ ΜΕ ΙΔΙΑΙΤΕΡΑΝ ΛΑΜΠΡΟΤΗΤΑ Η ΕΠΕΤΕΙΟΣ ΑΠΕΛΕΥΘΕΡΩΣΕΩΣ ΤΗΣ ΘΡΑΚΗΣ <box>466 49 1151 202</box>
headline-imports: ΕΠΗΞΗΘΗΣΑΝ ΤΡΟΠΟΠΟΙΗΣΕΙΣ ΕΙΣ ΤΟ ΚΑΘΕΣΤΩΣ ΕΙΣΑΓΩΓΗΣ ΠΡΩΤΩΝ ΥΛΩΝ ΔΙΑ ΒΙΟΜΗΧΑΝΙΑΣ <box>13 1025 266 1071</box>
article-body: Ό έλεγχος τών δημοσίων έργων καί ή πορεία τών έργασιών έγένετο κατά τήν διάρκειαν τής συνεδριάσεως ύπό τών άρμοδίων ύπηρεσιών, αί όποίαι ένημέρωσαν τόν ύπουργόν διά τήν πρόοδον τών σχετικών μελετών καί τάς άποφάσεις τάς όποίας έλαβεν ή κυβέρνησις. Ό έλεγχος τών δημοσίων έργων καί ή πορεία τών έργασιών έγένετο κατά τήν διάρκειαν τής συνεδριάσεως ύπό τών άρμοδίων ύπηρεσιών, αί όποίαι ένημέρωσαν τόν ύπουργόν διά τήν πρόοδον τών σχετικών μελετών καί τάς άποφάσεις τάς όποίας έλαβεν ή κυβέρνησις. Ό έλεγχος τών δημοσίων έργων καί ή πορεία τών έργασιών έγένετο κατά τήν διάρκειαν τής συνεδριάσεως ύπό τών άρμοδίων ύπηρεσιών, αί όποίαι ένημέρωσαν τόν ύπουργόν διά τήν πρόοδον τών σχετικών μελετών καί τάς άποφάσεις τάς όποίας έλαβεν ή κυβέρνησις. <box>284 605 453 819</box>
headline-karditsa: ΘΑ ΣΥΓΚΡΟΤΗΘΗ ΣΥΣΚΕΨΙΣ ΔΙΑ ΤΟ ΘΕΜΑ ΜΕΤΑΦΟΡΑΣ ΚΑΤΟΛΙΣΘΑΙΝΟΝΤΩΝ ΟΙΚΙΣΜΩΝ ΤΟΥ ΝΟΜΟΥ ΚΑΡΔΙΤΣΗΣ <box>20 814 259 874</box>
article-body: Ό έλεγχος τών δημοσίων έργων καί ή πορεία τών έργασιών έγένετο κατά τήν διάρκειαν τής συνεδριάσεως ύπό τών άρμοδίων ύπηρεσιών, αί όποίαι ένημέρωσαν τόν ύπουργόν διά τήν πρόοδον τών σχετικών μελετών καί τάς άποφάσεις τάς όποίας έλαβεν ή κυβέρνησις. Ό έλεγχος τών δημοσίων έργων καί ή πορεία τών έργασιών έγένετο κατά τήν διάρκειαν τής συνεδριάσεως ύπό τών άρμοδίων ύπηρεσιών, αί όποίαι ένημέρωσαν τόν ύπουργόν διά τήν πρόοδον τών σχετικών μελετών καί τάς άποφάσεις τάς όποίας έλαβεν ή κυβέρνησις. Ό έλεγχος τών δημοσίων έργων καί ή πορεία τών έργασιών έγένετο κατά τήν διάρκειαν τής συνεδριάσεως ύπό τών άρμοδίων ύπηρεσιών, αί όποίαι ένημέρωσαν τόν ύπουργόν διά τήν πρόοδον τών σχετικών μελετών καί τάς άποφάσεις τάς όποίας έλαβεν ή κυβέρνησις. ΕΙΣ ΤΗΝ ΚΟΜΟΤΗΝΗΝ Ό έλεγχος τών δημοσίων έργων καί ή πορεία τών έργασιών έγένετο κατά τήν διάρκειαν τής συνεδριάσεως ύπό τών άρμοδίων ύπηρεσιών, αί όποίαι ένημέρωσαν τόν ύπουργόν διά τήν πρόοδον τών σχετικών μελετών καί τάς άποφάσεις τάς όποίας έλαβεν ή κυβέρνησις. Ό έλεγχος τών δημοσίων έργων καί ή πορεία τών έργασιών έγένετο κατά τήν διάρκειαν τής συνεδριάσεως ύπό τών άρμοδίων ύπηρεσιών, αί όποίαι ένημέρωσαν τόν ύπουργόν διά τήν πρόοδον τών σχετικών μελετών καί τάς άποφάσεις τάς όποίας έλαβεν ή κυβέρνησις. Ό έλεγχος τών δημοσίων έργων καί ή πορεία τών έργασιών έγένετο κατά τήν διάρκειαν τής συνεδριάσεως ύπό τών άρμοδίων ύπηρεσιών, αί όποίαι ένημέρωσαν τόν ύπουργόν διά τήν πρόοδον τών σχετικών μελετών καί τάς άποφάσεις τάς όποίας έλαβεν ή κυβέρνησις. Ό έλεγχος τών δημοσίων έργων καί ή πορεία τών έργασιών έγένετο κατά τήν διάρκειαν τής συνεδριάσεως ύπό τών άρμοδίων ύπηρεσιών, αί όποίαι ένημέρωσαν τόν ύπουργόν διά τήν πρόοδον τών σχετικών μελετών καί τάς άποφάσεις τάς όποίας έλαβεν ή κυβέρνησις. Ό έλεγχος τών δημοσίων έργων καί ή πορεία τών έργασιών έγένετο κατά τήν διάρκειαν τής συνεδριάσεως ύπό τών άρμοδίων ύπηρεσιών, αί όποίαι ένημέρωσαν τόν ύπουργόν διά τήν πρόοδον τών σχετικών μελετών καί τάς άποφάσεις τάς όποίας έλαβεν ή κυβέρνησις. Ό έλεγχος τών δημοσίων έργων καί ή πορεία τών έργασιών έγένετο κατά τήν διάρκειαν τής συνεδριάσεως ύπό τών άρμοδίων ύπηρεσιών, αί όποίαι ένημέρωσαν τόν ύπουργόν διά τήν πρόοδον τών σχετικών μελετών καί τάς άποφάσεις τάς όποίας έλαβεν ή κυβέρνησις. <box>813 233 978 914</box>
headline-shipping-center: Η ΕΛΛΑΣ ΚΑΘΙΣΤΑΤΑΙ ΔΙΕΘΝΕΣ ΚΕΝΤΡΟΝ ΝΑΥΤΙΛΙΑΚΗΣ ΔΡΑΣΤΗΡΙΟΤΗΤΟΣ <box>294 49 443 83</box>
